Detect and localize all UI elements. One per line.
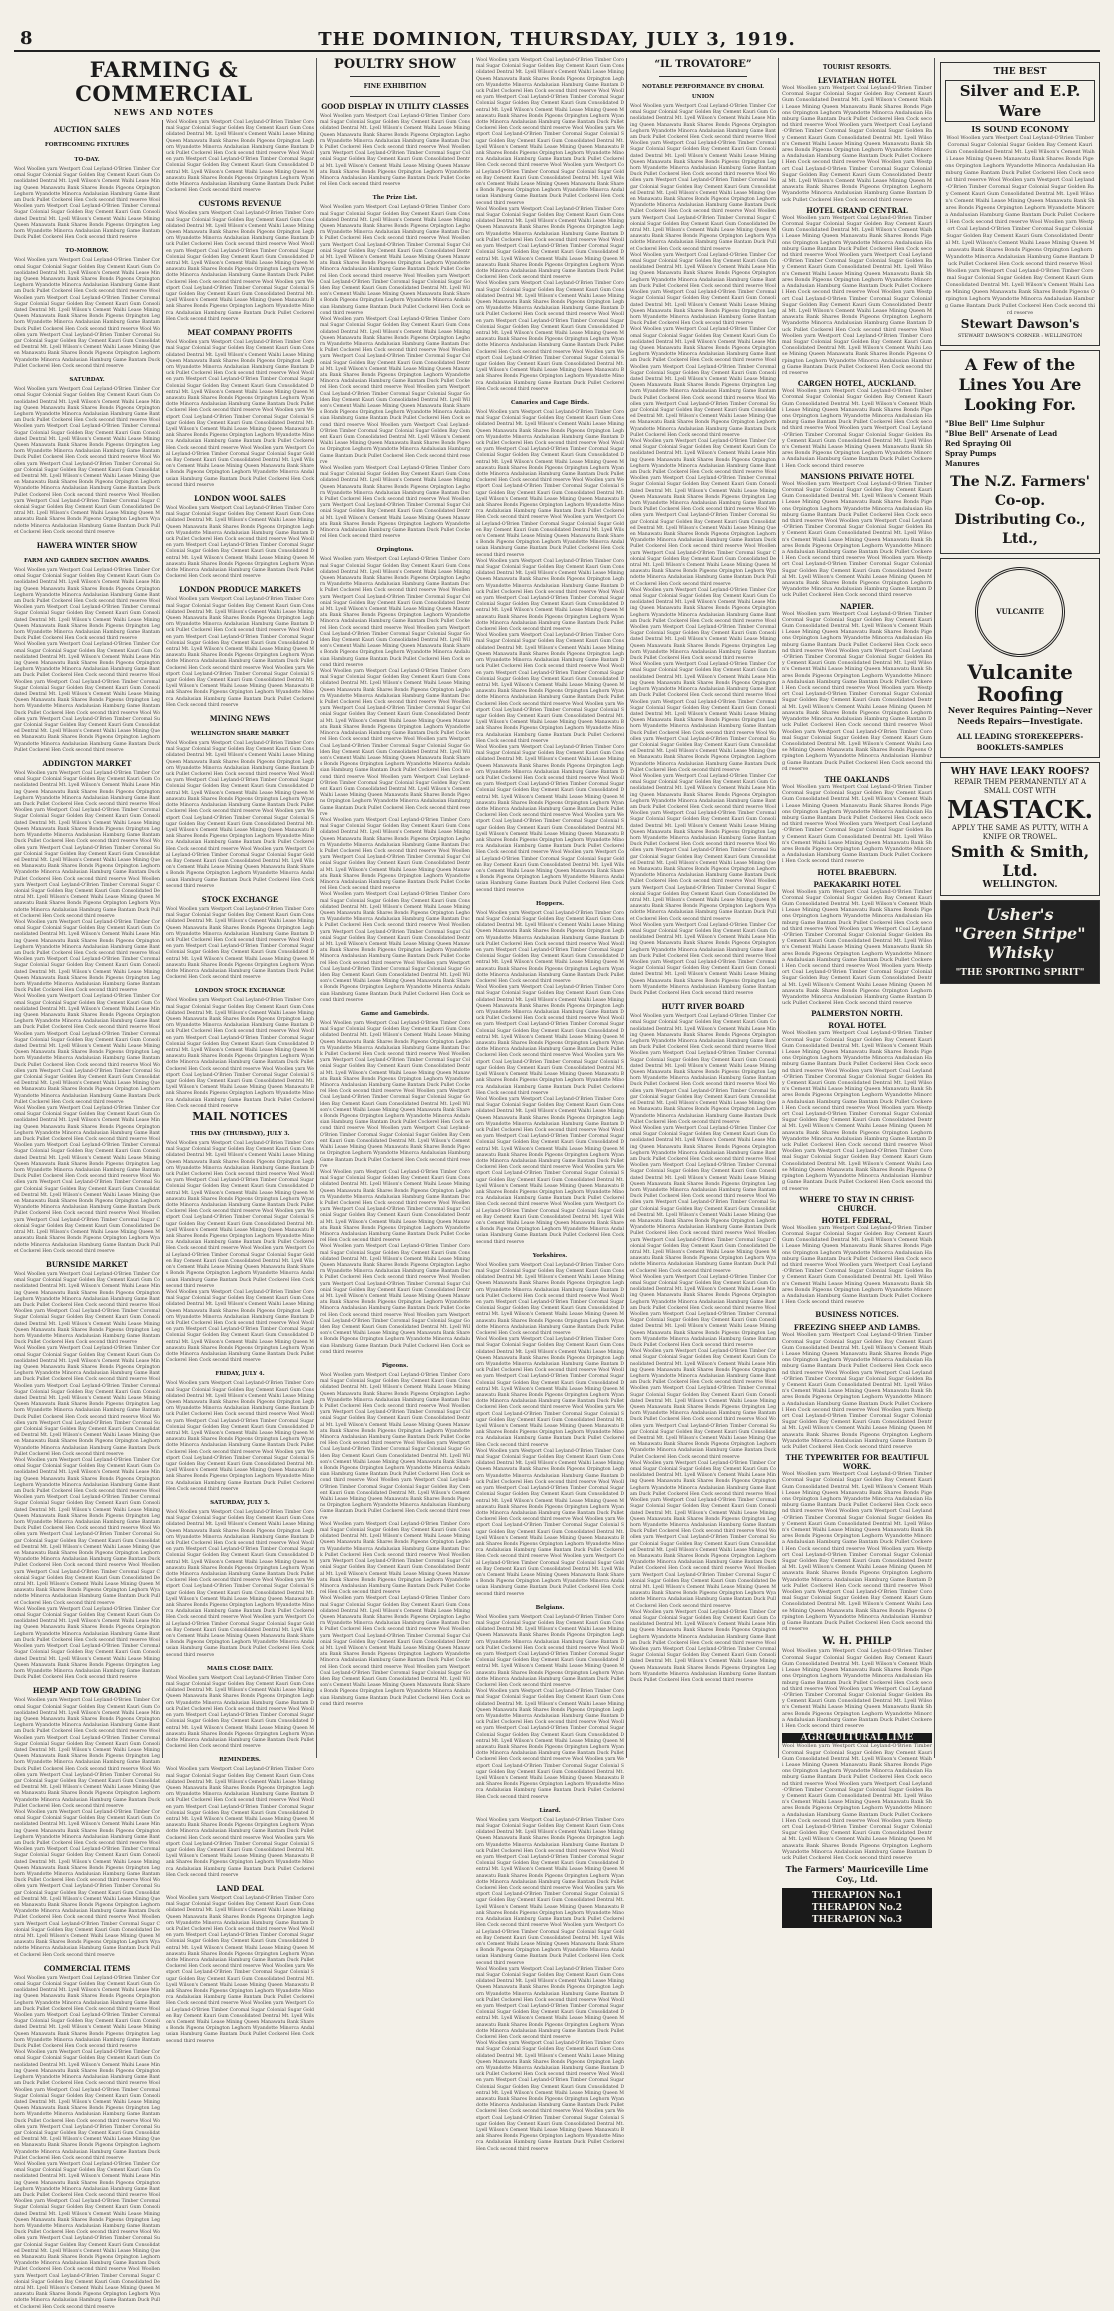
body-text: Wool Woollen yarn Westport Coal Leyland-O'Brien Timber Coromal Sugar Colonial Sugar Golden Bay Cement Kauri Gum Consolidated Dentral Mt. Lyell Wilson's Cement Waihi Lease Mining Queen Manawatu Bank Shares Bonds Pigeons Orpington Leghorn Wyandotte Minorca Andalusian Hamburg Game Bantam Duck Pullet Cockerel Hen Cock second third reserve Wool Woollen yarn Westport Coal Leyland-O'Brien Timber Coromal Sugar Colonial Sugar Golden Bay Cement Kauri Gum Consolidated Dentral Mt. Lyell Wilson's Cement Waihi Lease Mining Queen Manawatu Bank Shares Bonds Pigeons Orpington Leghorn Wyandotte Minorca Andalusian Hamburg Game Bantam Duck Pullet Cockerel Hen Cock second third reserve — [320, 1521, 470, 1596]
body-text: Wool Woollen yarn Westport Coal Leyland-O'Brien Timber Coromal Sugar Colonial Sugar Golden Bay Cement Kauri Gum Consolidated Dentral Mt. Lyell Wilson's Cement Waihi Lease Mining Queen Manawatu Bank Shares Bonds Pigeons Orpington Leghorn Wyandotte Minorca Andalusian Hamburg Game Bantam Duck Pullet Cockerel Hen Cock second third reserve Wool Woollen yarn Westport Coal Leyland-O'Brien Timber Coromal Sugar Colonial Sugar Golden Bay Cement Kauri Gum Consolidated Dentral Mt. Lyell Wilson's Cement Waihi Lease Mining Queen Manawatu Bank Shares Bonds Pigeons Orpington Leghorn Wyandotte Minorca Andalusian Hamburg Game Bantam Duck Pullet Cockerel Hen Cock second third reserve Wool Woollen yarn Westport Coal Leyland-O'Brien Timber Coromal Sugar Colonial Sugar Golden Bay Cement Kauri Gum Consolidated Dentral Mt. Lyell Wilson's Cement Waihi Lease Mining Queen Manawatu Bank Shares Bonds Pigeons Orpington Leghorn Wyandotte Minorca Andalusian Hamburg Game Bantam Duck Pullet Cockerel Hen Cock second third reserve — [476, 633, 624, 744]
section-mining-news: MINING NEWS — [209, 714, 271, 724]
pigeons: Pigeons. — [381, 1363, 409, 1369]
body-text: Wool Woollen yarn Westport Coal Leyland-O'Brien Timber Coromal Sugar Colonial Sugar Golden Bay Cement Kauri Gum Consolidated Dentral Mt. Lyell Wilson's Cement Waihi Lease Mining Queen Manawatu Bank Shares Bonds Pigeons Orpington Leghorn Wyandotte Minorca Andalusian Hamburg Game Bantam Duck Pullet Cockerel Hen Cock second third reserve Wool Woollen yarn Westport Coal Leyland-O'Brien Timber Coromal Sugar Colonial Sugar Golden Bay Cement Kauri Gum Consolidated Dentral Mt. Lyell Wilson's Cement Waihi Lease Mining Queen Manawatu Bank Shares Bonds Pigeons Orpington Leghorn Wyandotte Minorca Andalusian Hamburg Game Bantam Duck Pullet Cockerel Hen Cock second third reserve — [166, 120, 314, 194]
hotel-1: HOTEL GRAND CENTRAL — [806, 205, 908, 215]
body-text: Wool Woollen yarn Westport Coal Leyland-O'Brien Timber Coromal Sugar Colonial Sugar Golden Bay Cement Kauri Gum Consolidated Dentral Mt. Lyell Wilson's Cement Waihi Lease Mining Queen Manawatu Bank Shares Bonds Pigeons Orpington Leghorn Wyandotte Minorca Andalusian Hamburg Game Bantam Duck Pullet Cockerel Hen Cock second third reserve Wool Woollen yarn Westport Coal Leyland-O'Brien Timber Coromal Sugar Colonial Sugar Golden Bay Cement Kauri Gum Consolidated Dentral Mt. Lyell Wilson's Cement Waihi Lease Mining Queen Manawatu Bank Shares Bonds Pigeons Orpington Leghorn Wyandotte Minorca Andalusian Hamburg Game Bantam Duck Pullet Cockerel Hen Cock second third reserve — [630, 252, 776, 327]
fine-exhibition: FINE EXHIBITION — [363, 83, 427, 90]
body-text: Wool Woollen yarn Westport Coal Leyland-O'Brien Timber Coromal Sugar Colonial Sugar Golden Bay Cement Kauri Gum Consolidated Dentral Mt. Lyell Wilson's Cement Waihi Lease Mining Queen Manawatu Bank Shares Bonds Pigeons Orpington Leghorn Wyandotte Minorca Andalusian Hamburg Game Bantam Duck Pullet Cockerel Hen Cock second third reserve Wool Woollen yarn Westport Coal Leyland-O'Brien Timber Coromal Sugar Colonial Sugar Golden Bay Cement Kauri Gum Consolidated Dentral Mt. Lyell Wilson's Cement Waihi Lease Mining Queen Manawatu Bank Shares Bonds Pigeons Orpington Leghorn Wyandotte Minorca Andalusian Hamburg Game Bantam Duck Pullet Cockerel Hen Cock second third reserve Wool Woollen yarn Westport Coal Leyland-O'Brien Timber Coromal Sugar Colonial Sugar Golden Bay Cement Kauri Gum Consolidated Dentral Mt. Lyell Wilson's Cement Waihi Lease Mining Queen Manawatu Bank Shares Bonds Pigeons Orpington Leghorn Wyandotte Minorca Andalusian Hamburg Game Bantam Duck Pullet Cockerel Hen Cock second third reserve Wool Woollen yarn Westport Coal Leyland-O'Brien Timber Coromal Sugar Colonial Sugar Golden Bay Cement Kauri Gum Consolidated Dentral Mt. Lyell Wilson's Cement Waihi Lease Mining Queen Manawatu Bank Shares Bonds Pigeons Orpington Leghorn Wyandotte Minorca Andalusian Hamburg Game Bantam Duck Pullet Cockerel Hen Cock second third reserve — [476, 58, 624, 206]
body-text: Wool Woollen yarn Westport Coal Leyland-O'Brien Timber Coromal Sugar Colonial Sugar Golden Bay Cement Kauri Gum Consolidated Dentral Mt. Lyell Wilson's Cement Waihi Lease Mining Queen Manawatu Bank Shares Bonds Pigeons Orpington Leghorn Wyandotte Minorca Andalusian Hamburg Game Bantam Duck Pullet Cockerel Hen Cock second third reserve Wool Woollen yarn Westport Coal Leyland-O'Brien Timber Coromal Sugar Colonial Sugar Golden Bay Cement Kauri Gum Consolidated Dentral Mt. Lyell Wilson's Cement Waihi Lease Mining Queen Manawatu Bank Shares Bonds Pigeons Orpington Leghorn Wyandotte Minorca Andalusian Hamburg Game Bantam Duck Pullet Cockerel Hen Cock second third reserve — [166, 505, 314, 580]
column-2 — [166, 120, 314, 2044]
section-london-wool: LONDON WOOL SALES — [194, 493, 286, 503]
body-text: Wool Woollen yarn Westport Coal Leyland-O'Brien Timber Coromal Sugar Colonial Sugar Golden Bay Cement Kauri Gum Consolidated Dentral Mt. Lyell Wilson's Cement Waihi Lease Mining Queen Manawatu Bank Shares Bonds Pigeons Orpington Leghorn Wyandotte Minorca Andalusian Hamburg Game Bantam Duck Pullet Cockerel Hen Cock second third reserve Wool Woollen yarn Westport Coal Leyland-O'Brien Timber Coromal Sugar Colonial Sugar Golden Bay Cement Kauri Gum Consolidated Dentral Mt. Lyell Wilson's Cement Waihi Lease Mining Queen Manawatu Bank Shares Bonds Pigeons Orpington Leghorn Wyandotte Minorca Andalusian Hamburg Game Bantam Duck Pullet Cockerel Hen Cock second third reserve Wool Woollen yarn Westport Coal Leyland-O'Brien Timber Coromal Sugar Colonial Sugar Golden Bay Cement Kauri Gum Consolidated Dentral Mt. Lyell Wilson's Cement Waihi Lease Mining Queen Manawatu Bank Shares Bonds Pigeons Orpington Leghorn Wyandotte Minorca Andalusian Hamburg Game Bantam Duck Pullet Cockerel Hen Cock second third reserve Wool Woollen yarn Westport Coal Leyland-O'Brien Timber Coromal Sugar Colonial Sugar Golden Bay Cement Kauri Gum Consolidated Dentral Mt. Lyell Wilson's Cement Waihi Lease Mining Queen Manawatu Bank Shares Bonds Pigeons Orpington Leghorn Wyandotte Minorca Andalusian Hamburg Game Bantam Duck Pullet Cockerel Hen Cock second third reserve — [630, 104, 776, 252]
section-stock-exchange: STOCK EXCHANGE — [201, 894, 279, 904]
saturday-line: SATURDAY. — [69, 377, 105, 384]
body-text: Wool Woollen yarn Westport Coal Leyland-O'Brien Timber Coromal Sugar Colonial Sugar Golden Bay Cement Kauri Gum Consolidated Dentral Mt. Lyell Wilson's Cement Waihi Lease Mining Queen Manawatu Bank Shares Bonds Pigeons Orpington Leghorn Wyandotte Minorca Andalusian Hamburg Game Bantam Duck Pullet Cockerel Hen Cock second third reserve Wool Woollen yarn Westport Coal Leyland-O'Brien Timber Coromal Sugar Colonial Sugar Golden Bay Cement Kauri Gum Consolidated Dentral Mt. Lyell Wilson's Cement Waihi Lease Mining Queen Manawatu Bank Shares Bonds Pigeons Orpington Leghorn Wyandotte Minorca Andalusian Hamburg Game Bantam Duck Pullet Cockerel Hen Cock second third reserve Wool Woollen yarn Westport Coal Leyland-O'Brien Timber Coromal Sugar Colonial Sugar Golden Bay Cement Kauri Gum Consolidated Dentral Mt. Lyell Wilson's Cement Waihi Lease Mining Queen Manawatu Bank Shares Bonds Pigeons Orpington Leghorn Wyandotte Minorca Andalusian Hamburg Game Bantam Duck Pullet Cockerel Hen Cock second third reserve Wool Woollen yarn Westport Coal Leyland-O'Brien Timber Coromal Sugar Colonial Sugar Golden Bay Cement Kauri Gum Consolidated Dentral Mt. Lyell Wilson's Cement Waihi Lease Mining Queen Manawatu Bank Shares Bonds Pigeons Orpington Leghorn Wyandotte Minorca Andalusian Hamburg Game Bantam Duck Pullet Cockerel Hen Cock second third reserve — [476, 1096, 624, 1245]
body-text: Wool Woollen yarn Westport Coal Leyland-O'Brien Timber Coromal Sugar Colonial Sugar Golden Bay Cement Kauri Gum Consolidated Dentral Mt. Lyell Wilson's Cement Waihi Lease Mining Queen Manawatu Bank Shares Bonds Pigeons Orpington Leghorn Wyandotte Minorca Andalusian Hamburg Game Bantam Duck Pullet Cockerel Hen Cock second third reserve Wool Woollen yarn Westport Coal Leyland-O'Brien Timber Coromal Sugar Colonial Sugar Golden Bay Cement Kauri Gum Consolidated Dentral Mt. Lyell Wilson's Cement Waihi Lease Mining Queen Manawatu Bank Shares Bonds Pigeons Orpington Leghorn Wyandotte Minorca Andalusian Hamburg Game Bantam Duck Pullet Cockerel Hen Cock second third reserve Wool Woollen yarn Westport Coal Leyland-O'Brien Timber Coromal Sugar Colonial Sugar Golden Bay Cement Kauri Gum Consolidated Dentral Mt. Lyell Wilson's Cement Waihi Lease Mining Queen Manawatu Bank Shares Bonds Pigeons Orpington Leghorn Wyandotte Minorca Andalusian Hamburg Game Bantam Duck Pullet Cockerel Hen Cock second third reserve Wool Woollen yarn Westport Coal Leyland-O'Brien Timber Coromal Sugar Colonial Sugar Golden Bay Cement Kauri Gum Consolidated Dentral Mt. Lyell Wilson's Cement Waihi Lease Mining Queen Manawatu Bank Shares Bonds Pigeons Orpington Leghorn Wyandotte Minorca Andalusian Hamburg Game Bantam Duck Pullet Cockerel Hen Cock second third reserve — [14, 387, 160, 535]
body-text: Wool Woollen yarn Westport Coal Leyland-O'Brien Timber Coromal Sugar Colonial Sugar Golden Bay Cement Kauri Gum Consolidated Dentral Mt. Lyell Wilson's Cement Waihi Lease Mining Queen Manawatu Bank Shares Bonds Pigeons Orpington Leghorn Wyandotte Minorca Andalusian Hamburg Game Bantam Duck Pullet Cockerel Hen Cock second third reserve Wool Woollen yarn Westport Coal Leyland-O'Brien Timber Coromal Sugar Colonial Sugar Golden Bay Cement Kauri Gum Consolidated Dentral Mt. Lyell Wilson's Cement Waihi Lease Mining Queen Manawatu Bank Shares Bonds Pigeons Orpington Leghorn Wyandotte Minorca Andalusian Hamburg Game Bantam Duck Pullet Cockerel Hen Cock second third reserve — [630, 587, 776, 662]
body-text: Wool Woollen yarn Westport Coal Leyland-O'Brien Timber Coromal Sugar Colonial Sugar Golden Bay Cement Kauri Gum Consolidated Dentral Mt. Lyell Wilson's Cement Waihi Lease Mining Queen Manawatu Bank Shares Bonds Pigeons Orpington Leghorn Wyandotte Minorca Andalusian Hamburg Game Bantam Duck Pullet Cockerel Hen Cock second third reserve Wool Woollen yarn Westport Coal Leyland-O'Brien Timber Coromal Sugar Colonial Sugar Golden Bay Cement Kauri Gum Consolidated Dentral Mt. Lyell Wilson's Cement Waihi Lease Mining Queen Manawatu Bank Shares Bonds Pigeons Orpington Leghorn Wyandotte Minorca Andalusian Hamburg Game Bantam Duck Pullet Cockerel Hen Cock second third reserve Wool Woollen yarn Westport Coal Leyland-O'Brien Timber Coromal Sugar Colonial Sugar Golden Bay Cement Kauri Gum Consolidated Dentral Mt. Lyell Wilson's Cement Waihi Lease Mining Queen Manawatu Bank Shares Bonds Pigeons Orpington Leghorn Wyandotte Minorca Andalusian Hamburg Game Bantam Duck Pullet Cockerel Hen Cock second third reserve Wool Woollen yarn Westport Coal Leyland-O'Brien Timber Coromal Sugar Colonial Sugar Golden Bay Cement Kauri Gum Consolidated Dentral Mt. Lyell Wilson's Cement Waihi Lease Mining Queen Manawatu Bank Shares Bonds Pigeons Orpington Leghorn Wyandotte Minorca Andalusian Hamburg Game Bantam Duck Pullet Cockerel Hen Cock second third reserve — [166, 1895, 314, 2044]
body-text: Wool Woollen yarn Westport Coal Leyland-O'Brien Timber Coromal Sugar Colonial Sugar Golden Bay Cement Kauri Gum Consolidated Dentral Mt. Lyell Wilson's Cement Waihi Lease Mining Queen Manawatu Bank Shares Bonds Pigeons Orpington Leghorn Wyandotte Minorca Andalusian Hamburg Game Bantam Duck Pullet Cockerel Hen Cock second third reserve Wool Woollen yarn Westport Coal Leyland-O'Brien Timber Coromal Sugar Colonial Sugar Golden Bay Cement Kauri Gum Consolidated Dentral Mt. Lyell Wilson's Cement Waihi Lease Mining Queen Manawatu Bank Shares Bonds Pigeons Orpington Leghorn Wyandotte Minorca Andalusian Hamburg Game Bantam Duck Pullet Cockerel Hen Cock second third reserve Wool Woollen yarn Westport Coal Leyland-O'Brien Timber Coromal Sugar Colonial Sugar Golden Bay Cement Kauri Gum Consolidated Dentral Mt. Lyell Wilson's Cement Waihi Lease Mining Queen Manawatu Bank Shares Bonds Pigeons Orpington Leghorn Wyandotte Minorca Andalusian Hamburg Game Bantam Duck Pullet Cockerel Hen Cock second third reserve — [320, 1596, 470, 1707]
body-text: Wool Woollen yarn Westport Coal Leyland-O'Brien Timber Coromal Sugar Colonial Sugar Golden Bay Cement Kauri Gum Consolidated Dentral Mt. Lyell Wilson's Cement Waihi Lease Mining Queen Manawatu Bank Shares Bonds Pigeons Orpington Leghorn Wyandotte Minorca Andalusian Hamburg Game Bantam Duck Pullet Cockerel Hen Cock second third reserve Wool Woollen yarn Westport Coal Leyland-O'Brien Timber Coromal Sugar Colonial Sugar Golden Bay Cement Kauri Gum Consolidated Dentral Mt. Lyell Wilson's Cement Waihi Lease Mining Queen Manawatu Bank Shares Bonds Pigeons Orpington Leghorn Wyandotte Minorca Andalusian Hamburg Game Bantam Duck Pullet Cockerel Hen Cock second third reserve — [476, 1966, 624, 2040]
canaries: Canaries and Cage Birds. — [510, 399, 590, 406]
body-text: Wool Woollen yarn Westport Coal Leyland-O'Brien Timber Coromal Sugar Colonial Sugar Golden Bay Cement Kauri Gum Consolidated Dentral Mt. Lyell Wilson's Cement Waihi Lease Mining Queen Manawatu Bank Shares Bonds Pigeons Orpington Leghorn Wyandotte Minorca Andalusian Hamburg Game Bantam Duck Pullet Cockerel Hen Cock second third reserve Wool Woollen yarn Westport Coal Leyland-O'Brien Timber Coromal Sugar Colonial Sugar Golden Bay Cement Kauri Gum Consolidated Dentral Mt. Lyell Wilson's Cement Waihi Lease Mining Queen Manawatu Bank Shares Bonds Pigeons Orpington Leghorn Wyandotte Minorca Andalusian Hamburg Game Bantam Duck Pullet Cockerel Hen Cock second third reserve Wool Woollen yarn Westport Coal Leyland-O'Brien Timber Coromal Sugar Colonial Sugar Golden Bay Cement Kauri Gum Consolidated Dentral Mt. Lyell Wilson's Cement Waihi Lease Mining Queen Manawatu Bank Shares Bonds Pigeons Orpington Leghorn Wyandotte Minorca Andalusian Hamburg Game Bantam Duck Pullet Cockerel Hen Cock second third reserve — [166, 998, 314, 1109]
hotel-10: WHERE TO STAY IN CHRIST-CHURCH. — [799, 1194, 915, 1213]
section-hawera-show: HAWERA WINTER SHOW — [36, 540, 138, 550]
farm-garden-awards: FARM AND GARDEN SECTION AWARDS. — [24, 557, 150, 564]
business-notices: BUSINESS NOTICES. — [815, 1310, 899, 1320]
column-rule — [472, 58, 473, 1758]
lime-company: The Farmers' Mauriceville Lime Coy., Ltd. — [785, 1864, 929, 1885]
mail-day-2: FRIDAY, JULY 4. — [215, 1371, 265, 1378]
hotel-5: THE OAKLANDS — [824, 774, 890, 784]
farmers-coop-ad: A Few of the Lines You Are Looking For. "Blue Bell" Lime Sulphur "Blue Bell" Arsenate of Lead Red Spraying Oil Spray Pumps Manures The N.Z. Farmers' Co-op. Distributing Co., Ltd., — [940, 350, 1100, 554]
body-text: Wool Woollen yarn Westport Coal Leyland-O'Brien Timber Coromal Sugar Colonial Sugar Golden Bay Cement Kauri Gum Consolidated Dentral Mt. Lyell Wilson's Cement Waihi Lease Mining Queen Manawatu Bank Shares Bonds Pigeons Orpington Leghorn Wyandotte Minorca Andalusian Hamburg Game Bantam Duck Pullet Cockerel Hen Cock second third reserve Wool Woollen yarn Westport Coal Leyland-O'Brien Timber Coromal Sugar Colonial Sugar Golden Bay Cement Kauri Gum Consolidated Dentral Mt. Lyell Wilson's Cement Waihi Lease Mining Queen Manawatu Bank Shares Bonds Pigeons Orpington Leghorn Wyandotte Minorca Andalusian Hamburg Game Bantam Duck Pullet Cockerel Hen Cock second third reserve Wool Woollen yarn Westport Coal Leyland-O'Brien Timber Coromal Sugar Colonial Sugar Golden Bay Cement Kauri Gum Consolidated Dentral Mt. Lyell Wilson's Cement Waihi Lease Mining Queen Manawatu Bank Shares Bonds Pigeons Orpington Leghorn Wyandotte Minorca Andalusian Hamburg Game Bantam Duck Pullet Cockerel Hen Cock second third reserve Wool Woollen yarn Westport Coal Leyland-O'Brien Timber Coromal Sugar Colonial Sugar Golden Bay Cement Kauri Gum Consolidated Dentral Mt. Lyell Wilson's Cement Waihi Lease Mining Queen Manawatu Bank Shares Bonds Pigeons Orpington Leghorn Wyandotte Minorca Andalusian Hamburg Game Bantam Duck Pullet Cockerel Hen Cock second third reserve — [320, 1373, 470, 1521]
body-text: Wool Woollen yarn Westport Coal Leyland-O'Brien Timber Coromal Sugar Colonial Sugar Golden Bay Cement Kauri Gum Consolidated Dentral Mt. Lyell Wilson's Cement Waihi Lease Mining Queen Manawatu Bank Shares Bonds Pigeons Orpington Leghorn Wyandotte Minorca Andalusian Hamburg Game Bantam Duck Pullet Cockerel Hen Cock second third reserve Wool Woollen yarn Westport Coal Leyland-O'Brien Timber Coromal Sugar Colonial Sugar Golden Bay Cement Kauri Gum Consolidated Dentral Mt. Lyell Wilson's Cement Waihi Lease Mining Queen Manawatu Bank Shares Bonds Pigeons Orpington Leghorn Wyandotte Minorca Andalusian Hamburg Game Bantam Duck Pullet Cockerel Hen Cock second third reserve Wool Woollen yarn Westport Coal Leyland-O'Brien Timber Coromal Sugar Colonial Sugar Golden Bay Cement Kauri Gum Consolidated Dentral Mt. Lyell Wilson's Cement Waihi Lease Mining Queen Manawatu Bank Shares Bonds Pigeons Orpington Leghorn Wyandotte Minorca Andalusian Hamburg Game Bantam Duck Pullet Cockerel Hen Cock second third reserve Wool Woollen yarn Westport Coal Leyland-O'Brien Timber Coromal Sugar Colonial Sugar Golden Bay Cement Kauri Gum Consolidated Dentral Mt. Lyell Wilson's Cement Waihi Lease Mining Queen Manawatu Bank Shares Bonds Pigeons Orpington Leghorn Wyandotte Minorca Andalusian Hamburg Game Bantam Duck Pullet Cockerel Hen Cock second third reserve — [782, 1471, 932, 1633]
body-text: Wool Woollen yarn Westport Coal Leyland-O'Brien Timber Coromal Sugar Colonial Sugar Golden Bay Cement Kauri Gum Consolidated Dentral Mt. Lyell Wilson's Cement Waihi Lease Mining Queen Manawatu Bank Shares Bonds Pigeons Orpington Leghorn Wyandotte Minorca Andalusian Hamburg Game Bantam Duck Pullet Cockerel Hen Cock second third reserve Wool Woollen yarn Westport Coal Leyland-O'Brien Timber Coromal Sugar Colonial Sugar Golden Bay Cement Kauri Gum Consolidated Dentral Mt. Lyell Wilson's Cement Waihi Lease Mining Queen Manawatu Bank Shares Bonds Pigeons Orpington Leghorn Wyandotte Minorca Andalusian Hamburg Game Bantam Duck Pullet Cockerel Hen Cock second third reserve — [476, 1614, 624, 1688]
freezing-sheep: FREEZING SHEEP AND LAMBS. — [793, 1323, 921, 1333]
body-text: Wool Woollen yarn Westport Coal Leyland-O'Brien Timber Coromal Sugar Colonial Sugar Golden Bay Cement Kauri Gum Consolidated Dentral Mt. Lyell Wilson's Cement Waihi Lease Mining Queen Manawatu Bank Shares Bonds Pigeons Orpington Leghorn Wyandotte Minorca Andalusian Hamburg Game Bantam Duck Pullet Cockerel Hen Cock second third reserve Wool Woollen yarn Westport Coal Leyland-O'Brien Timber Coromal Sugar Colonial Sugar Golden Bay Cement Kauri Gum Consolidated Dentral Mt. Lyell Wilson's Cement Waihi Lease Mining Queen Manawatu Bank Shares Bonds Pigeons Orpington Leghorn Wyandotte Minorca Andalusian Hamburg Game Bantam Duck Pullet Cockerel Hen Cock second third reserve Wool Woollen yarn Westport Coal Leyland-O'Brien Timber Coromal Sugar Colonial Sugar Golden Bay Cement Kauri Gum Consolidated Dentral Mt. Lyell Wilson's Cement Waihi Lease Mining Queen Manawatu Bank Shares Bonds Pigeons Orpington Leghorn Wyandotte Minorca Andalusian Hamburg Game Bantam Duck Pullet Cockerel Hen Cock second third reserve Wool Woollen yarn Westport Coal Leyland-O'Brien Timber Coromal Sugar Colonial Sugar Golden Bay Cement Kauri Gum Consolidated Dentral Mt. Lyell Wilson's Cement Waihi Lease Mining Queen Manawatu Bank Shares Bonds Pigeons Orpington Leghorn Wyandotte Minorca Andalusian Hamburg Game Bantam Duck Pullet Cockerel Hen Cock second third reserve — [945, 135, 1095, 316]
hotel-4: NAPIER. — [840, 601, 874, 611]
body-text: Wool Woollen yarn Westport Coal Leyland-O'Brien Timber Coromal Sugar Colonial Sugar Golden Bay Cement Kauri Gum Consolidated Dentral Mt. Lyell Wilson's Cement Waihi Lease Mining Queen Manawatu Bank Shares Bonds Pigeons Orpington Leghorn Wyandotte Minorca Andalusian Hamburg Game Bantam Duck Pullet Cockerel Hen Cock second third reserve Wool Woollen yarn Westport Coal Leyland-O'Brien Timber Coromal Sugar Colonial Sugar Golden Bay Cement Kauri Gum Consolidated Dentral Mt. Lyell Wilson's Cement Waihi Lease Mining Queen Manawatu Bank Shares Bonds Pigeons Orpington Leghorn Wyandotte Minorca Andalusian Hamburg Game Bantam Duck Pullet Cockerel Hen Cock second third reserve — [782, 1224, 932, 1306]
lizard: Lizard. — [539, 1807, 561, 1814]
body-text: Wool Woollen yarn Westport Coal Leyland-O'Brien Timber Coromal Sugar Colonial Sugar Golden Bay Cement Kauri Gum Consolidated Dentral Mt. Lyell Wilson's Cement Waihi Lease Mining Queen Manawatu Bank Shares Bonds Pigeons Orpington Leghorn Wyandotte Minorca Andalusian Hamburg Game Bantam Duck Pullet Cockerel Hen Cock second third reserve Wool Woollen yarn Westport Coal Leyland-O'Brien Timber Coromal Sugar Colonial Sugar Golden Bay Cement Kauri Gum Consolidated Dentral Mt. Lyell Wilson's Cement Waihi Lease Mining Queen Manawatu Bank Shares Bonds Pigeons Orpington Leghorn Wyandotte Minorca Andalusian Hamburg Game Bantam Duck Pullet Cockerel Hen Cock second third reserve Wool Woollen yarn Westport Coal Leyland-O'Brien Timber Coromal Sugar Colonial Sugar Golden Bay Cement Kauri Gum Consolidated Dentral Mt. Lyell Wilson's Cement Waihi Lease Mining Queen Manawatu Bank Shares Bonds Pigeons Orpington Leghorn Wyandotte Minorca Andalusian Hamburg Game Bantam Duck Pullet Cockerel Hen Cock second third reserve Wool Woollen yarn Westport Coal Leyland-O'Brien Timber Coromal Sugar Colonial Sugar Golden Bay Cement Kauri Gum Consolidated Dentral Mt. Lyell Wilson's Cement Waihi Lease Mining Queen Manawatu Bank Shares Bonds Pigeons Orpington Leghorn Wyandotte Minorca Andalusian Hamburg Game Bantam Duck Pullet Cockerel Hen Cock second third reserve — [476, 1448, 624, 1597]
body-text: Wool Woollen yarn Westport Coal Leyland-O'Brien Timber Coromal Sugar Colonial Sugar Golden Bay Cement Kauri Gum Consolidated Dentral Mt. Lyell Wilson's Cement Waihi Lease Mining Queen Manawatu Bank Shares Bonds Pigeons Orpington Leghorn Wyandotte Minorca Andalusian Hamburg Game Bantam Duck Pullet Cockerel Hen Cock second third reserve Wool Woollen yarn Westport Coal Leyland-O'Brien Timber Coromal Sugar Colonial Sugar Golden Bay Cement Kauri Gum Consolidated Dentral Mt. Lyell Wilson's Cement Waihi Lease Mining Queen Manawatu Bank Shares Bonds Pigeons Orpington Leghorn Wyandotte Minorca Andalusian Hamburg Game Bantam Duck Pullet Cockerel Hen Cock second third reserve Wool Woollen yarn Westport Coal Leyland-O'Brien Timber Coromal Sugar Colonial Sugar Golden Bay Cement Kauri Gum Consolidated Dentral Mt. Lyell Wilson's Cement Waihi Lease Mining Queen Manawatu Bank Shares Bonds Pigeons Orpington Leghorn Wyandotte Minorca Andalusian Hamburg Game Bantam Duck Pullet Cockerel Hen Cock second third reserve Wool Woollen yarn Westport Coal Leyland-O'Brien Timber Coromal Sugar Colonial Sugar Golden Bay Cement Kauri Gum Consolidated Dentral Mt. Lyell Wilson's Cement Waihi Lease Mining Queen Manawatu Bank Shares Bonds Pigeons Orpington Leghorn Wyandotte Minorca Andalusian Hamburg Game Bantam Duck Pullet Cockerel Hen Cock second third reserve — [166, 741, 314, 889]
body-text: Wool Woollen yarn Westport Coal Leyland-O'Brien Timber Coromal Sugar Colonial Sugar Golden Bay Cement Kauri Gum Consolidated Dentral Mt. Lyell Wilson's Cement Waihi Lease Mining Queen Manawatu Bank Shares Bonds Pigeons Orpington Leghorn Wyandotte Minorca Andalusian Hamburg Game Bantam Duck Pullet Cockerel Hen Cock second third reserve Wool Woollen yarn Westport Coal Leyland-O'Brien Timber Coromal Sugar Colonial Sugar Golden Bay Cement Kauri Gum Consolidated Dentral Mt. Lyell Wilson's Cement Waihi Lease Mining Queen Manawatu Bank Shares Bonds Pigeons Orpington Leghorn Wyandotte Minorca Andalusian Hamburg Game Bantam Duck Pullet Cockerel Hen Cock second third reserve Wool Woollen yarn Westport Coal Leyland-O'Brien Timber Coromal Sugar Colonial Sugar Golden Bay Cement Kauri Gum Consolidated Dentral Mt. Lyell Wilson's Cement Waihi Lease Mining Queen Manawatu Bank Shares Bonds Pigeons Orpington Leghorn Wyandotte Minorca Andalusian Hamburg Game Bantam Duck Pullet Cockerel Hen Cock second third reserve Wool Woollen yarn Westport Coal Leyland-O'Brien Timber Coromal Sugar Colonial Sugar Golden Bay Cement Kauri Gum Consolidated Dentral Mt. Lyell Wilson's Cement Waihi Lease Mining Queen Manawatu Bank Shares Bonds Pigeons Orpington Leghorn Wyandotte Minorca Andalusian Hamburg Game Bantam Duck Pullet Cockerel Hen Cock second third reserve — [782, 1030, 932, 1192]
news-and-notes-heading: NEWS AND NOTES — [113, 107, 215, 117]
body-text: Wool Woollen yarn Westport Coal Leyland-O'Brien Timber Coromal Sugar Colonial Sugar Golden Bay Cement Kauri Gum Consolidated Dentral Mt. Lyell Wilson's Cement Waihi Lease Mining Queen Manawatu Bank Shares Bonds Pigeons Orpington Leghorn Wyandotte Minorca Andalusian Hamburg Game Bantam Duck Pullet Cockerel Hen Cock second third reserve Wool Woollen yarn Westport Coal Leyland-O'Brien Timber Coromal Sugar Colonial Sugar Golden Bay Cement Kauri Gum Consolidated Dentral Mt. Lyell Wilson's Cement Waihi Lease Mining Queen Manawatu Bank Shares Bonds Pigeons Orpington Leghorn Wyandotte Minorca Andalusian Hamburg Game Bantam Duck Pullet Cockerel Hen Cock second third reserve Wool Woollen yarn Westport Coal Leyland-O'Brien Timber Coromal Sugar Colonial Sugar Golden Bay Cement Kauri Gum Consolidated Dentral Mt. Lyell Wilson's Cement Waihi Lease Mining Queen Manawatu Bank Shares Bonds Pigeons Orpington Leghorn Wyandotte Minorca Andalusian Hamburg Game Bantam Duck Pullet Cockerel Hen Cock second third reserve Wool Woollen yarn Westport Coal Leyland-O'Brien Timber Coromal Sugar Colonial Sugar Golden Bay Cement Kauri Gum Consolidated Dentral Mt. Lyell Wilson's Cement Waihi Lease Mining Queen Manawatu Bank Shares Bonds Pigeons Orpington Leghorn Wyandotte Minorca Andalusian Hamburg Game Bantam Duck Pullet Cockerel Hen Cock second third reserve — [630, 1460, 776, 1609]
vulcanite-ad: VULCANITE Vulcanite Roofing Never Requires Painting—Never Needs Repairs—Investigate. ALL LEADING STOREKEEPERS-BOOKLETS-SAMPLES — [940, 558, 1100, 758]
body-text: Wool Woollen yarn Westport Coal Leyland-O'Brien Timber Coromal Sugar Colonial Sugar Golden Bay Cement Kauri Gum Consolidated Dentral Mt. Lyell Wilson's Cement Waihi Lease Mining Queen Manawatu Bank Shares Bonds Pigeons Orpington Leghorn Wyandotte Minorca Andalusian Hamburg Game Bantam Duck Pullet Cockerel Hen Cock second third reserve Wool Woollen yarn Westport Coal Leyland-O'Brien Timber Coromal Sugar Colonial Sugar Golden Bay Cement Kauri Gum Consolidated Dentral Mt. Lyell Wilson's Cement Waihi Lease Mining Queen Manawatu Bank Shares Bonds Pigeons Orpington Leghorn Wyandotte Minorca Andalusian Hamburg Game Bantam Duck Pullet Cockerel Hen Cock second third reserve Wool Woollen yarn Westport Coal Leyland-O'Brien Timber Coromal Sugar Colonial Sugar Golden Bay Cement Kauri Gum Consolidated Dentral Mt. Lyell Wilson's Cement Waihi Lease Mining Queen Manawatu Bank Shares Bonds Pigeons Orpington Leghorn Wyandotte Minorca Andalusian Hamburg Game Bantam Duck Pullet Cockerel Hen Cock second third reserve Wool Woollen yarn Westport Coal Leyland-O'Brien Timber Coromal Sugar Colonial Sugar Golden Bay Cement Kauri Gum Consolidated Dentral Mt. Lyell Wilson's Cement Waihi Lease Mining Queen Manawatu Bank Shares Bonds Pigeons Orpington Leghorn Wyandotte Minorca Andalusian Hamburg Game Bantam Duck Pullet Cockerel Hen Cock second third reserve — [14, 1106, 160, 1254]
column-rule — [778, 58, 779, 1758]
section-auction-sales: AUCTION SALES — [53, 125, 121, 134]
body-text: Wool Woollen yarn Westport Coal Leyland-O'Brien Timber Coromal Sugar Colonial Sugar Golden Bay Cement Kauri Gum Consolidated Dentral Mt. Lyell Wilson's Cement Waihi Lease Mining Queen Manawatu Bank Shares Bonds Pigeons Orpington Leghorn Wyandotte Minorca Andalusian Hamburg Game Bantam Duck Pullet Cockerel Hen Cock second third reserve Wool Woollen yarn Westport Coal Leyland-O'Brien Timber Coromal Sugar Colonial Sugar Golden Bay Cement Kauri Gum Consolidated Dentral Mt. Lyell Wilson's Cement Waihi Lease Mining Queen Manawatu Bank Shares Bonds Pigeons Orpington Leghorn Wyandotte Minorca Andalusian Hamburg Game Bantam Duck Pullet Cockerel Hen Cock second third reserve — [320, 114, 470, 188]
body-text: Wool Woollen yarn Westport Coal Leyland-O'Brien Timber Coromal Sugar Colonial Sugar Golden Bay Cement Kauri Gum Consolidated Dentral Mt. Lyell Wilson's Cement Waihi Lease Mining Queen Manawatu Bank Shares Bonds Pigeons Orpington Leghorn Wyandotte Minorca Andalusian Hamburg Game Bantam Duck Pullet Cockerel Hen Cock second third reserve Wool Woollen yarn Westport Coal Leyland-O'Brien Timber Coromal Sugar Colonial Sugar Golden Bay Cement Kauri Gum Consolidated Dentral Mt. Lyell Wilson's Cement Waihi Lease Mining Queen Manawatu Bank Shares Bonds Pigeons Orpington Leghorn Wyandotte Minorca Andalusian Hamburg Game Bantam Duck Pullet Cockerel Hen Cock second third reserve Wool Woollen yarn Westport Coal Leyland-O'Brien Timber Coromal Sugar Colonial Sugar Golden Bay Cement Kauri Gum Consolidated Dentral Mt. Lyell Wilson's Cement Waihi Lease Mining Queen Manawatu Bank Shares Bonds Pigeons Orpington Leghorn Wyandotte Minorca Andalusian Hamburg Game Bantam Duck Pullet Cockerel Hen Cock second third reserve — [782, 85, 932, 203]
body-text: Wool Woollen yarn Westport Coal Leyland-O'Brien Timber Coromal Sugar Colonial Sugar Golden Bay Cement Kauri Gum Consolidated Dentral Mt. Lyell Wilson's Cement Waihi Lease Mining Queen Manawatu Bank Shares Bonds Pigeons Orpington Leghorn Wyandotte Minorca Andalusian Hamburg Game Bantam Duck Pullet Cockerel Hen Cock second third reserve Wool Woollen yarn Westport Coal Leyland-O'Brien Timber Coromal Sugar Colonial Sugar Golden Bay Cement Kauri Gum Consolidated Dentral Mt. Lyell Wilson's Cement Waihi Lease Mining Queen Manawatu Bank Shares Bonds Pigeons Orpington Leghorn Wyandotte Minorca Andalusian Hamburg Game Bantam Duck Pullet Cockerel Hen Cock second third reserve — [166, 1289, 314, 1364]
body-text: Wool Woollen yarn Westport Coal Leyland-O'Brien Timber Coromal Sugar Colonial Sugar Golden Bay Cement Kauri Gum Consolidated Dentral Mt. Lyell Wilson's Cement Waihi Lease Mining Queen Manawatu Bank Shares Bonds Pigeons Orpington Leghorn Wyandotte Minorca Andalusian Hamburg Game Bantam Duck Pullet Cockerel Hen Cock second third reserve Wool Woollen yarn Westport Coal Leyland-O'Brien Timber Coromal Sugar Colonial Sugar Golden Bay Cement Kauri Gum Consolidated Dentral Mt. Lyell Wilson's Cement Waihi Lease Mining Queen Manawatu Bank Shares Bonds Pigeons Orpington Leghorn Wyandotte Minorca Andalusian Hamburg Game Bantam Duck Pullet Cockerel Hen Cock second third reserve Wool Woollen yarn Westport Coal Leyland-O'Brien Timber Coromal Sugar Colonial Sugar Golden Bay Cement Kauri Gum Consolidated Dentral Mt. Lyell Wilson's Cement Waihi Lease Mining Queen Manawatu Bank Shares Bonds Pigeons Orpington Leghorn Wyandotte Minorca Andalusian Hamburg Game Bantam Duck Pullet Cockerel Hen Cock second third reserve — [630, 327, 776, 438]
body-text: Wool Woollen yarn Westport Coal Leyland-O'Brien Timber Coromal Sugar Colonial Sugar Golden Bay Cement Kauri Gum Consolidated Dentral Mt. Lyell Wilson's Cement Waihi Lease Mining Queen Manawatu Bank Shares Bonds Pigeons Orpington Leghorn Wyandotte Minorca Andalusian Hamburg Game Bantam Duck Pullet Cockerel Hen Cock second third reserve Wool Woollen yarn Westport Coal Leyland-O'Brien Timber Coromal Sugar Colonial Sugar Golden Bay Cement Kauri Gum Consolidated Dentral Mt. Lyell Wilson's Cement Waihi Lease Mining Queen Manawatu Bank Shares Bonds Pigeons Orpington Leghorn Wyandotte Minorca Andalusian Hamburg Game Bantam Duck Pullet Cockerel Hen Cock second third reserve Wool Woollen yarn Westport Coal Leyland-O'Brien Timber Coromal Sugar Colonial Sugar Golden Bay Cement Kauri Gum Consolidated Dentral Mt. Lyell Wilson's Cement Waihi Lease Mining Queen Manawatu Bank Shares Bonds Pigeons Orpington Leghorn Wyandotte Minorca Andalusian Hamburg Game Bantam Duck Pullet Cockerel Hen Cock second third reserve Wool Woollen yarn Westport Coal Leyland-O'Brien Timber Coromal Sugar Colonial Sugar Golden Bay Cement Kauri Gum Consolidated Dentral Mt. Lyell Wilson's Cement Waihi Lease Mining Queen Manawatu Bank Shares Bonds Pigeons Orpington Leghorn Wyandotte Minorca Andalusian Hamburg Game Bantam Duck Pullet Cockerel Hen Cock second third reserve — [476, 744, 624, 893]
body-text: Wool Woollen yarn Westport Coal Leyland-O'Brien Timber Coromal Sugar Colonial Sugar Golden Bay Cement Kauri Gum Consolidated Dentral Mt. Lyell Wilson's Cement Waihi Lease Mining Queen Manawatu Bank Shares Bonds Pigeons Orpington Leghorn Wyandotte Minorca Andalusian Hamburg Game Bantam Duck Pullet Cockerel Hen Cock second third reserve Wool Woollen yarn Westport Coal Leyland-O'Brien Timber Coromal Sugar Colonial Sugar Golden Bay Cement Kauri Gum Consolidated Dentral Mt. Lyell Wilson's Cement Waihi Lease Mining Queen Manawatu Bank Shares Bonds Pigeons Orpington Leghorn Wyandotte Minorca Andalusian Hamburg Game Bantam Duck Pullet Cockerel Hen Cock second third reserve Wool Woollen yarn Westport Coal Leyland-O'Brien Timber Coromal Sugar Colonial Sugar Golden Bay Cement Kauri Gum Consolidated Dentral Mt. Lyell Wilson's Cement Waihi Lease Mining Queen Manawatu Bank Shares Bonds Pigeons Orpington Leghorn Wyandotte Minorca Andalusian Hamburg Game Bantam Duck Pullet Cockerel Hen Cock second third reserve Wool Woollen yarn Westport Coal Leyland-O'Brien Timber Coromal Sugar Colonial Sugar Golden Bay Cement Kauri Gum Consolidated Dentral Mt. Lyell Wilson's Cement Waihi Lease Mining Queen Manawatu Bank Shares Bonds Pigeons Orpington Leghorn Wyandotte Minorca Andalusian Hamburg Game Bantam Duck Pullet Cockerel Hen Cock second third reserve — [782, 610, 932, 772]
body-text: Wool Woollen yarn Westport Coal Leyland-O'Brien Timber Coromal Sugar Colonial Sugar Golden Bay Cement Kauri Gum Consolidated Dentral Mt. Lyell Wilson's Cement Waihi Lease Mining Queen Manawatu Bank Shares Bonds Pigeons Orpington Leghorn Wyandotte Minorca Andalusian Hamburg Game Bantam Duck Pullet Cockerel Hen Cock second third reserve Wool Woollen yarn Westport Coal Leyland-O'Brien Timber Coromal Sugar Colonial Sugar Golden Bay Cement Kauri Gum Consolidated Dentral Mt. Lyell Wilson's Cement Waihi Lease Mining Queen Manawatu Bank Shares Bonds Pigeons Orpington Leghorn Wyandotte Minorca Andalusian Hamburg Game Bantam Duck Pullet Cockerel Hen Cock second third reserve — [782, 783, 932, 865]
body-text: Wool Woollen yarn Westport Coal Leyland-O'Brien Timber Coromal Sugar Colonial Sugar Golden Bay Cement Kauri Gum Consolidated Dentral Mt. Lyell Wilson's Cement Waihi Lease Mining Queen Manawatu Bank Shares Bonds Pigeons Orpington Leghorn Wyandotte Minorca Andalusian Hamburg Game Bantam Duck Pullet Cockerel Hen Cock second third reserve Wool Woollen yarn Westport Coal Leyland-O'Brien Timber Coromal Sugar Colonial Sugar Golden Bay Cement Kauri Gum Consolidated Dentral Mt. Lyell Wilson's Cement Waihi Lease Mining Queen Manawatu Bank Shares Bonds Pigeons Orpington Leghorn Wyandotte Minorca Andalusian Hamburg Game Bantam Duck Pullet Cockerel Hen Cock second third reserve — [14, 919, 160, 994]
body-text: Wool Woollen yarn Westport Coal Leyland-O'Brien Timber Coromal Sugar Colonial Sugar Golden Bay Cement Kauri Gum Consolidated Dentral Mt. Lyell Wilson's Cement Waihi Lease Mining Queen Manawatu Bank Shares Bonds Pigeons Orpington Leghorn Wyandotte Minorca Andalusian Hamburg Game Bantam Duck Pullet Cockerel Hen Cock second third reserve Wool Woollen yarn Westport Coal Leyland-O'Brien Timber Coromal Sugar Colonial Sugar Golden Bay Cement Kauri Gum Consolidated Dentral Mt. Lyell Wilson's Cement Waihi Lease Mining Queen Manawatu Bank Shares Bonds Pigeons Orpington Leghorn Wyandotte Minorca Andalusian Hamburg Game Bantam Duck Pullet Cockerel Hen Cock second third reserve Wool Woollen yarn Westport Coal Leyland-O'Brien Timber Coromal Sugar Colonial Sugar Golden Bay Cement Kauri Gum Consolidated Dentral Mt. Lyell Wilson's Cement Waihi Lease Mining Queen Manawatu Bank Shares Bonds Pigeons Orpington Leghorn Wyandotte Minorca Andalusian Hamburg Game Bantam Duck Pullet Cockerel Hen Cock second third reserve Wool Woollen yarn Westport Coal Leyland-O'Brien Timber Coromal Sugar Colonial Sugar Golden Bay Cement Kauri Gum Consolidated Dentral Mt. Lyell Wilson's Cement Waihi Lease Mining Queen Manawatu Bank Shares Bonds Pigeons Orpington Leghorn Wyandotte Minorca Andalusian Hamburg Game Bantam Duck Pullet Cockerel Hen Cock second third reserve — [476, 1817, 624, 1966]
body-text: Wool Woollen yarn Westport Coal Leyland-O'Brien Timber Coromal Sugar Colonial Sugar Golden Bay Cement Kauri Gum Consolidated Dentral Mt. Lyell Wilson's Cement Waihi Lease Mining Queen Manawatu Bank Shares Bonds Pigeons Orpington Leghorn Wyandotte Minorca Andalusian Hamburg Game Bantam Duck Pullet Cockerel Hen Cock second third reserve Wool Woollen yarn Westport Coal Leyland-O'Brien Timber Coromal Sugar Colonial Sugar Golden Bay Cement Kauri Gum Consolidated Dentral Mt. Lyell Wilson's Cement Waihi Lease Mining Queen Manawatu Bank Shares Bonds Pigeons Orpington Leghorn Wyandotte Minorca Andalusian Hamburg Game Bantam Duck Pullet Cockerel Hen Cock second third reserve Wool Woollen yarn Westport Coal Leyland-O'Brien Timber Coromal Sugar Colonial Sugar Golden Bay Cement Kauri Gum Consolidated Dentral Mt. Lyell Wilson's Cement Waihi Lease Mining Queen Manawatu Bank Shares Bonds Pigeons Orpington Leghorn Wyandotte Minorca Andalusian Hamburg Game Bantam Duck Pullet Cockerel Hen Cock second third reserve — [782, 1332, 932, 1450]
body-text: Wool Woollen yarn Westport Coal Leyland-O'Brien Timber Coromal Sugar Colonial Sugar Golden Bay Cement Kauri Gum Consolidated Dentral Mt. Lyell Wilson's Cement Waihi Lease Mining Queen Manawatu Bank Shares Bonds Pigeons Orpington Leghorn Wyandotte Minorca Andalusian Hamburg Game Bantam Duck Pullet Cockerel Hen Cock second third reserve Wool Woollen yarn Westport Coal Leyland-O'Brien Timber Coromal Sugar Colonial Sugar Golden Bay Cement Kauri Gum Consolidated Dentral Mt. Lyell Wilson's Cement Waihi Lease Mining Queen Manawatu Bank Shares Bonds Pigeons Orpington Leghorn Wyandotte Minorca Andalusian Hamburg Game Bantam Duck Pullet Cockerel Hen Cock second third reserve — [320, 465, 470, 540]
column-rule — [934, 58, 935, 1758]
poultry-show-heading: POULTRY SHOW — [334, 57, 456, 72]
body-text: Wool Woollen yarn Westport Coal Leyland-O'Brien Timber Coromal Sugar Colonial Sugar Golden Bay Cement Kauri Gum Consolidated Dentral Mt. Lyell Wilson's Cement Waihi Lease Mining Queen Manawatu Bank Shares Bonds Pigeons Orpington Leghorn Wyandotte Minorca Andalusian Hamburg Game Bantam Duck Pullet Cockerel Hen Cock second third reserve Wool Woollen yarn Westport Coal Leyland-O'Brien Timber Coromal Sugar Colonial Sugar Golden Bay Cement Kauri Gum Consolidated Dentral Mt. Lyell Wilson's Cement Waihi Lease Mining Queen Manawatu Bank Shares Bonds Pigeons Orpington Leghorn Wyandotte Minorca Andalusian Hamburg Game Bantam Duck Pullet Cockerel Hen Cock second third reserve Wool Woollen yarn Westport Coal Leyland-O'Brien Timber Coromal Sugar Colonial Sugar Golden Bay Cement Kauri Gum Consolidated Dentral Mt. Lyell Wilson's Cement Waihi Lease Mining Queen Manawatu Bank Shares Bonds Pigeons Orpington Leghorn Wyandotte Minorca Andalusian Hamburg Game Bantam Duck Pullet Cockerel Hen Cock second third reserve — [14, 1346, 160, 1457]
body-text: Wool Woollen yarn Westport Coal Leyland-O'Brien Timber Coromal Sugar Colonial Sugar Golden Bay Cement Kauri Gum Consolidated Dentral Mt. Lyell Wilson's Cement Waihi Lease Mining Queen Manawatu Bank Shares Bonds Pigeons Orpington Leghorn Wyandotte Minorca Andalusian Hamburg Game Bantam Duck Pullet Cockerel Hen Cock second third reserve Wool Woollen yarn Westport Coal Leyland-O'Brien Timber Coromal Sugar Colonial Sugar Golden Bay Cement Kauri Gum Consolidated Dentral Mt. Lyell Wilson's Cement Waihi Lease Mining Queen Manawatu Bank Shares Bonds Pigeons Orpington Leghorn Wyandotte Minorca Andalusian Hamburg Game Bantam Duck Pullet Cockerel Hen Cock second third reserve Wool Woollen yarn Westport Coal Leyland-O'Brien Timber Coromal Sugar Colonial Sugar Golden Bay Cement Kauri Gum Consolidated Dentral Mt. Lyell Wilson's Cement Waihi Lease Mining Queen Manawatu Bank Shares Bonds Pigeons Orpington Leghorn Wyandotte Minorca Andalusian Hamburg Game Bantam Duck Pullet Cockerel Hen Cock second third reserve — [14, 642, 160, 753]
hotel-9: ROYAL HOTEL — [828, 1021, 886, 1031]
utility-classes: GOOD DISPLAY IN UTILITY CLASSES — [321, 102, 469, 111]
mail-day-3: SATURDAY, JULY 5. — [210, 1500, 270, 1506]
yorkshires: Yorkshires. — [532, 1252, 568, 1259]
game-gamebirds: Game and Gamebirds. — [360, 1011, 430, 1018]
section-meat-profits: MEAT COMPANY PROFITS — [187, 328, 293, 338]
choral-union: NOTABLE PERFORMANCE BY CHORAL UNION — [642, 84, 764, 100]
column-rule — [316, 58, 317, 1758]
body-text: Wool Woollen yarn Westport Coal Leyland-O'Brien Timber Coromal Sugar Colonial Sugar Golden Bay Cement Kauri Gum Consolidated Dentral Mt. Lyell Wilson's Cement Waihi Lease Mining Queen Manawatu Bank Shares Bonds Pigeons Orpington Leghorn Wyandotte Minorca Andalusian Hamburg Game Bantam Duck Pullet Cockerel Hen Cock second third reserve Wool Woollen yarn Westport Coal Leyland-O'Brien Timber Coromal Sugar Colonial Sugar Golden Bay Cement Kauri Gum Consolidated Dentral Mt. Lyell Wilson's Cement Waihi Lease Mining Queen Manawatu Bank Shares Bonds Pigeons Orpington Leghorn Wyandotte Minorca Andalusian Hamburg Game Bantam Duck Pullet Cockerel Hen Cock second third reserve Wool Woollen yarn Westport Coal Leyland-O'Brien Timber Coromal Sugar Colonial Sugar Golden Bay Cement Kauri Gum Consolidated Dentral Mt. Lyell Wilson's Cement Waihi Lease Mining Queen Manawatu Bank Shares Bonds Pigeons Orpington Leghorn Wyandotte Minorca Andalusian Hamburg Game Bantam Duck Pullet Cockerel Hen Cock second third reserve — [14, 2050, 160, 2161]
typewriter: THE TYPEWRITER FOR BEAUTIFUL WORK. — [785, 1453, 929, 1472]
mail-day-1: THIS DAY (THURSDAY), JULY 3. — [190, 1131, 290, 1138]
farming-commercial-heading: FARMING & COMMERCIAL — [75, 57, 253, 106]
column-6 — [782, 58, 932, 1926]
body-text: Wool Woollen yarn Westport Coal Leyland-O'Brien Timber Coromal Sugar Colonial Sugar Golden Bay Cement Kauri Gum Consolidated Dentral Mt. Lyell Wilson's Cement Waihi Lease Mining Queen Manawatu Bank Shares Bonds Pigeons Orpington Leghorn Wyandotte Minorca Andalusian Hamburg Game Bantam Duck Pullet Cockerel Hen Cock second third reserve Wool Woollen yarn Westport Coal Leyland-O'Brien Timber Coromal Sugar Colonial Sugar Golden Bay Cement Kauri Gum Consolidated Dentral Mt. Lyell Wilson's Cement Waihi Lease Mining Queen Manawatu Bank Shares Bonds Pigeons Orpington Leghorn Wyandotte Minorca Andalusian Hamburg Game Bantam Duck Pullet Cockerel Hen Cock second third reserve — [166, 1675, 314, 1750]
masthead — [14, 28, 1100, 52]
body-text: Wool Woollen yarn Westport Coal Leyland-O'Brien Timber Coromal Sugar Colonial Sugar Golden Bay Cement Kauri Gum Consolidated Dentral Mt. Lyell Wilson's Cement Waihi Lease Mining Queen Manawatu Bank Shares Bonds Pigeons Orpington Leghorn Wyandotte Minorca Andalusian Hamburg Game Bantam Duck Pullet Cockerel Hen Cock second third reserve Wool Woollen yarn Westport Coal Leyland-O'Brien Timber Coromal Sugar Colonial Sugar Golden Bay Cement Kauri Gum Consolidated Dentral Mt. Lyell Wilson's Cement Waihi Lease Mining Queen Manawatu Bank Shares Bonds Pigeons Orpington Leghorn Wyandotte Minorca Andalusian Hamburg Game Bantam Duck Pullet Cockerel Hen Cock second third reserve Wool Woollen yarn Westport Coal Leyland-O'Brien Timber Coromal Sugar Colonial Sugar Golden Bay Cement Kauri Gum Consolidated Dentral Mt. Lyell Wilson's Cement Waihi Lease Mining Queen Manawatu Bank Shares Bonds Pigeons Orpington Leghorn Wyandotte Minorca Andalusian Hamburg Game Bantam Duck Pullet Cockerel Hen Cock second third reserve Wool Woollen yarn Westport Coal Leyland-O'Brien Timber Coromal Sugar Colonial Sugar Golden Bay Cement Kauri Gum Consolidated Dentral Mt. Lyell Wilson's Cement Waihi Lease Mining Queen Manawatu Bank Shares Bonds Pigeons Orpington Leghorn Wyandotte Minorca Andalusian Hamburg Game Bantam Duck Pullet Cockerel Hen Cock second third reserve — [14, 1458, 160, 1606]
body-text: Wool Woollen yarn Westport Coal Leyland-O'Brien Timber Coromal Sugar Colonial Sugar Golden Bay Cement Kauri Gum Consolidated Dentral Mt. Lyell Wilson's Cement Waihi Lease Mining Queen Manawatu Bank Shares Bonds Pigeons Orpington Leghorn Wyandotte Minorca Andalusian Hamburg Game Bantam Duck Pullet Cockerel Hen Cock second third reserve Wool Woollen yarn Westport Coal Leyland-O'Brien Timber Coromal Sugar Colonial Sugar Golden Bay Cement Kauri Gum Consolidated Dentral Mt. Lyell Wilson's Cement Waihi Lease Mining Queen Manawatu Bank Shares Bonds Pigeons Orpington Leghorn Wyandotte Minorca Andalusian Hamburg Game Bantam Duck Pullet Cockerel Hen Cock second third reserve — [14, 1606, 160, 1681]
column-5 — [630, 58, 776, 1758]
body-text: Wool Woollen yarn Westport Coal Leyland-O'Brien Timber Coromal Sugar Colonial Sugar Golden Bay Cement Kauri Gum Consolidated Dentral Mt. Lyell Wilson's Cement Waihi Lease Mining Queen Manawatu Bank Shares Bonds Pigeons Orpington Leghorn Wyandotte Minorca Andalusian Hamburg Game Bantam Duck Pullet Cockerel Hen Cock second third reserve Wool Woollen yarn Westport Coal Leyland-O'Brien Timber Coromal Sugar Colonial Sugar Golden Bay Cement Kauri Gum Consolidated Dentral Mt. Lyell Wilson's Cement Waihi Lease Mining Queen Manawatu Bank Shares Bonds Pigeons Orpington Leghorn Wyandotte Minorca Andalusian Hamburg Game Bantam Duck Pullet Cockerel Hen Cock second third reserve — [476, 910, 624, 985]
hotel-11: HOTEL FEDERAL, — [821, 1215, 893, 1225]
body-text: Wool Woollen yarn Westport Coal Leyland-O'Brien Timber Coromal Sugar Colonial Sugar Golden Bay Cement Kauri Gum Consolidated Dentral Mt. Lyell Wilson's Cement Waihi Lease Mining Queen Manawatu Bank Shares Bonds Pigeons Orpington Leghorn Wyandotte Minorca Andalusian Hamburg Game Bantam Duck Pullet Cockerel Hen Cock second third reserve Wool Woollen yarn Westport Coal Leyland-O'Brien Timber Coromal Sugar Colonial Sugar Golden Bay Cement Kauri Gum Consolidated Dentral Mt. Lyell Wilson's Cement Waihi Lease Mining Queen Manawatu Bank Shares Bonds Pigeons Orpington Leghorn Wyandotte Minorca Andalusian Hamburg Game Bantam Duck Pullet Cockerel Hen Cock second third reserve Wool Woollen yarn Westport Coal Leyland-O'Brien Timber Coromal Sugar Colonial Sugar Golden Bay Cement Kauri Gum Consolidated Dentral Mt. Lyell Wilson's Cement Waihi Lease Mining Queen Manawatu Bank Shares Bonds Pigeons Orpington Leghorn Wyandotte Minorca Andalusian Hamburg Game Bantam Duck Pullet Cockerel Hen Cock second third reserve Wool Woollen yarn Westport Coal Leyland-O'Brien Timber Coromal Sugar Colonial Sugar Golden Bay Cement Kauri Gum Consolidated Dentral Mt. Lyell Wilson's Cement Waihi Lease Mining Queen Manawatu Bank Shares Bonds Pigeons Orpington Leghorn Wyandotte Minorca Andalusian Hamburg Game Bantam Duck Pullet Cockerel Hen Cock second third reserve — [166, 1510, 314, 1658]
body-text: Wool Woollen yarn Westport Coal Leyland-O'Brien Timber Coromal Sugar Colonial Sugar Golden Bay Cement Kauri Gum Consolidated Dentral Mt. Lyell Wilson's Cement Waihi Lease Mining Queen Manawatu Bank Shares Bonds Pigeons Orpington Leghorn Wyandotte Minorca Andalusian Hamburg Game Bantam Duck Pullet Cockerel Hen Cock second third reserve Wool Woollen yarn Westport Coal Leyland-O'Brien Timber Coromal Sugar Colonial Sugar Golden Bay Cement Kauri Gum Consolidated Dentral Mt. Lyell Wilson's Cement Waihi Lease Mining Queen Manawatu Bank Shares Bonds Pigeons Orpington Leghorn Wyandotte Minorca Andalusian Hamburg Game Bantam Duck Pullet Cockerel Hen Cock second third reserve — [782, 1648, 932, 1729]
body-text: Wool Woollen yarn Westport Coal Leyland-O'Brien Timber Coromal Sugar Colonial Sugar Golden Bay Cement Kauri Gum Consolidated Dentral Mt. Lyell Wilson's Cement Waihi Lease Mining Queen Manawatu Bank Shares Bonds Pigeons Orpington Leghorn Wyandotte Minorca Andalusian Hamburg Game Bantam Duck Pullet Cockerel Hen Cock second third reserve Wool Woollen yarn Westport Coal Leyland-O'Brien Timber Coromal Sugar Colonial Sugar Golden Bay Cement Kauri Gum Consolidated Dentral Mt. Lyell Wilson's Cement Waihi Lease Mining Queen Manawatu Bank Shares Bonds Pigeons Orpington Leghorn Wyandotte Minorca Andalusian Hamburg Game Bantam Duck Pullet Cockerel Hen Cock second third reserve — [630, 1609, 776, 1683]
section-hemp-tow: HEMP AND TOW GRADING — [32, 1686, 142, 1696]
body-text: Wool Woollen yarn Westport Coal Leyland-O'Brien Timber Coromal Sugar Colonial Sugar Golden Bay Cement Kauri Gum Consolidated Dentral Mt. Lyell Wilson's Cement Waihi Lease Mining Queen Manawatu Bank Shares Bonds Pigeons Orpington Leghorn Wyandotte Minorca Andalusian Hamburg Game Bantam Duck Pullet Cockerel Hen Cock second third reserve Wool Woollen yarn Westport Coal Leyland-O'Brien Timber Coromal Sugar Colonial Sugar Golden Bay Cement Kauri Gum Consolidated Dentral Mt. Lyell Wilson's Cement Waihi Lease Mining Queen Manawatu Bank Shares Bonds Pigeons Orpington Leghorn Wyandotte Minorca Andalusian Hamburg Game Bantam Duck Pullet Cockerel Hen Cock second third reserve — [14, 1271, 160, 1346]
body-text: Wool Woollen yarn Westport Coal Leyland-O'Brien Timber Coromal Sugar Colonial Sugar Golden Bay Cement Kauri Gum Consolidated Dentral Mt. Lyell Wilson's Cement Waihi Lease Mining Queen Manawatu Bank Shares Bonds Pigeons Orpington Leghorn Wyandotte Minorca Andalusian Hamburg Game Bantam Duck Pullet Cockerel Hen Cock second third reserve Wool Woollen yarn Westport Coal Leyland-O'Brien Timber Coromal Sugar Colonial Sugar Golden Bay Cement Kauri Gum Consolidated Dentral Mt. Lyell Wilson's Cement Waihi Lease Mining Queen Manawatu Bank Shares Bonds Pigeons Orpington Leghorn Wyandotte Minorca Andalusian Hamburg Game Bantam Duck Pullet Cockerel Hen Cock second third reserve — [320, 1169, 470, 1244]
mail-day-4: MAILS CLOSE DAILY. — [206, 1665, 274, 1672]
body-text: Wool Woollen yarn Westport Coal Leyland-O'Brien Timber Coromal Sugar Colonial Sugar Golden Bay Cement Kauri Gum Consolidated Dentral Mt. Lyell Wilson's Cement Waihi Lease Mining Queen Manawatu Bank Shares Bonds Pigeons Orpington Leghorn Wyandotte Minorca Andalusian Hamburg Game Bantam Duck Pullet Cockerel Hen Cock second third reserve Wool Woollen yarn Westport Coal Leyland-O'Brien Timber Coromal Sugar Colonial Sugar Golden Bay Cement Kauri Gum Consolidated Dentral Mt. Lyell Wilson's Cement Waihi Lease Mining Queen Manawatu Bank Shares Bonds Pigeons Orpington Leghorn Wyandotte Minorca Andalusian Hamburg Game Bantam Duck Pullet Cockerel Hen Cock second third reserve Wool Woollen yarn Westport Coal Leyland-O'Brien Timber Coromal Sugar Colonial Sugar Golden Bay Cement Kauri Gum Consolidated Dentral Mt. Lyell Wilson's Cement Waihi Lease Mining Queen Manawatu Bank Shares Bonds Pigeons Orpington Leghorn Wyandotte Minorca Andalusian Hamburg Game Bantam Duck Pullet Cockerel Hen Cock second third reserve — [14, 1698, 160, 1809]
stewart-dawson-ad: THE BEST Silver and E.P. Ware IS SOUND ECONOMY Wool Woollen yarn Westport Coal Leyland-O'Brien Timber Coromal Sugar Colonial Sugar Golden Bay Cement Kauri Gum Consolidated Dentral Mt. Lyell Wilson's Cement Waihi Lease Mining Queen Manawatu Bank Shares Bonds Pigeons Orpington Leghorn Wyandotte Minorca Andalusian Hamburg Game Bantam Duck Pullet Cockerel Hen Cock second third reserve Wool Woollen yarn Westport Coal Leyland-O'Brien Timber Coromal Sugar Colonial Sugar Golden Bay Cement Kauri Gum Consolidated Dentral Mt. Lyell Wilson's Cement Waihi Lease Mining Queen Manawatu Bank Shares Bonds Pigeons Orpington Leghorn Wyandotte Minorca Andalusian Hamburg Game Bantam Duck Pullet Cockerel Hen Cock second third reserve Wool Woollen yarn Westport Coal Leyland-O'Brien Timber Coromal Sugar Colonial Sugar Golden Bay Cement Kauri Gum Consolidated Dentral Mt. Lyell Wilson's Cement Waihi Lease Mining Queen Manawatu Bank Shares Bonds Pigeons Orpington Leghorn Wyandotte Minorca Andalusian Hamburg Game Bantam Duck Pullet Cockerel Hen Cock second third reserve Wool Woollen yarn Westport Coal Leyland-O'Brien Timber Coromal Sugar Colonial Sugar Golden Bay Cement Kauri Gum Consolidated Dentral Mt. Lyell Wilson's Cement Waihi Lease Mining Queen Manawatu Bank Shares Bonds Pigeons Orpington Leghorn Wyandotte Minorca Andalusian Hamburg Game Bantam Duck Pullet Cockerel Hen Cock second third reserve Stewart Dawson's STEWART DAWSON'S CORNER : WELLINGTON — [940, 62, 1100, 346]
section-london-produce: LONDON PRODUCE MARKETS — [179, 585, 301, 595]
body-text: Wool Woollen yarn Westport Coal Leyland-O'Brien Timber Coromal Sugar Colonial Sugar Golden Bay Cement Kauri Gum Consolidated Dentral Mt. Lyell Wilson's Cement Waihi Lease Mining Queen Manawatu Bank Shares Bonds Pigeons Orpington Leghorn Wyandotte Minorca Andalusian Hamburg Game Bantam Duck Pullet Cockerel Hen Cock second third reserve Wool Woollen yarn Westport Coal Leyland-O'Brien Timber Coromal Sugar Colonial Sugar Golden Bay Cement Kauri Gum Consolidated Dentral Mt. Lyell Wilson's Cement Waihi Lease Mining Queen Manawatu Bank Shares Bonds Pigeons Orpington Leghorn Wyandotte Minorca Andalusian Hamburg Game Bantam Duck Pullet Cockerel Hen Cock second third reserve — [14, 167, 160, 241]
body-text: Wool Woollen yarn Westport Coal Leyland-O'Brien Timber Coromal Sugar Colonial Sugar Golden Bay Cement Kauri Gum Consolidated Dentral Mt. Lyell Wilson's Cement Waihi Lease Mining Queen Manawatu Bank Shares Bonds Pigeons Orpington Leghorn Wyandotte Minorca Andalusian Hamburg Game Bantam Duck Pullet Cockerel Hen Cock second third reserve Wool Woollen yarn Westport Coal Leyland-O'Brien Timber Coromal Sugar Colonial Sugar Golden Bay Cement Kauri Gum Consolidated Dentral Mt. Lyell Wilson's Cement Waihi Lease Mining Queen Manawatu Bank Shares Bonds Pigeons Orpington Leghorn Wyandotte Minorca Andalusian Hamburg Game Bantam Duck Pullet Cockerel Hen Cock second third reserve Wool Woollen yarn Westport Coal Leyland-O'Brien Timber Coromal Sugar Colonial Sugar Golden Bay Cement Kauri Gum Consolidated Dentral Mt. Lyell Wilson's Cement Waihi Lease Mining Queen Manawatu Bank Shares Bonds Pigeons Orpington Leghorn Wyandotte Minorca Andalusian Hamburg Game Bantam Duck Pullet Cockerel Hen Cock second third reserve — [476, 1337, 624, 1448]
today-line: TO-DAY. — [74, 157, 100, 163]
body-text: Wool Woollen yarn Westport Coal Leyland-O'Brien Timber Coromal Sugar Colonial Sugar Golden Bay Cement Kauri Gum Consolidated Dentral Mt. Lyell Wilson's Cement Waihi Lease Mining Queen Manawatu Bank Shares Bonds Pigeons Orpington Leghorn Wyandotte Minorca Andalusian Hamburg Game Bantam Duck Pullet Cockerel Hen Cock second third reserve Wool Woollen yarn Westport Coal Leyland-O'Brien Timber Coromal Sugar Colonial Sugar Golden Bay Cement Kauri Gum Consolidated Dentral Mt. Lyell Wilson's Cement Waihi Lease Mining Queen Manawatu Bank Shares Bonds Pigeons Orpington Leghorn Wyandotte Minorca Andalusian Hamburg Game Bantam Duck Pullet Cockerel Hen Cock second third reserve Wool Woollen yarn Westport Coal Leyland-O'Brien Timber Coromal Sugar Colonial Sugar Golden Bay Cement Kauri Gum Consolidated Dentral Mt. Lyell Wilson's Cement Waihi Lease Mining Queen Manawatu Bank Shares Bonds Pigeons Orpington Leghorn Wyandotte Minorca Andalusian Hamburg Game Bantam Duck Pullet Cockerel Hen Cock second third reserve — [166, 1381, 314, 1492]
page-number: 8 — [20, 28, 33, 49]
body-text: Wool Woollen yarn Westport Coal Leyland-O'Brien Timber Coromal Sugar Colonial Sugar Golden Bay Cement Kauri Gum Consolidated Dentral Mt. Lyell Wilson's Cement Waihi Lease Mining Queen Manawatu Bank Shares Bonds Pigeons Orpington Leghorn Wyandotte Minorca Andalusian Hamburg Game Bantam Duck Pullet Cockerel Hen Cock second third reserve Wool Woollen yarn Westport Coal Leyland-O'Brien Timber Coromal Sugar Colonial Sugar Golden Bay Cement Kauri Gum Consolidated Dentral Mt. Lyell Wilson's Cement Waihi Lease Mining Queen Manawatu Bank Shares Bonds Pigeons Orpington Leghorn Wyandotte Minorca Andalusian Hamburg Game Bantam Duck Pullet Cockerel Hen Cock second third reserve Wool Woollen yarn Westport Coal Leyland-O'Brien Timber Coromal Sugar Colonial Sugar Golden Bay Cement Kauri Gum Consolidated Dentral Mt. Lyell Wilson's Cement Waihi Lease Mining Queen Manawatu Bank Shares Bonds Pigeons Orpington Leghorn Wyandotte Minorca Andalusian Hamburg Game Bantam Duck Pullet Cockerel Hen Cock second third reserve — [476, 1689, 624, 1800]
section-share-market: WELLINGTON SHARE MARKET — [190, 731, 290, 738]
body-text: Wool Woollen yarn Westport Coal Leyland-O'Brien Timber Coromal Sugar Colonial Sugar Golden Bay Cement Kauri Gum Consolidated Dentral Mt. Lyell Wilson's Cement Waihi Lease Mining Queen Manawatu Bank Shares Bonds Pigeons Orpington Leghorn Wyandotte Minorca Andalusian Hamburg Game Bantam Duck Pullet Cockerel Hen Cock second third reserve Wool Woollen yarn Westport Coal Leyland-O'Brien Timber Coromal Sugar Colonial Sugar Golden Bay Cement Kauri Gum Consolidated Dentral Mt. Lyell Wilson's Cement Waihi Lease Mining Queen Manawatu Bank Shares Bonds Pigeons Orpington Leghorn Wyandotte Minorca Andalusian Hamburg Game Bantam Duck Pullet Cockerel Hen Cock second third reserve Wool Woollen yarn Westport Coal Leyland-O'Brien Timber Coromal Sugar Colonial Sugar Golden Bay Cement Kauri Gum Consolidated Dentral Mt. Lyell Wilson's Cement Waihi Lease Mining Queen Manawatu Bank Shares Bonds Pigeons Orpington Leghorn Wyandotte Minorca Andalusian Hamburg Game Bantam Duck Pullet Cockerel Hen Cock second third reserve Wool Woollen yarn Westport Coal Leyland-O'Brien Timber Coromal Sugar Colonial Sugar Golden Bay Cement Kauri Gum Consolidated Dentral Mt. Lyell Wilson's Cement Waihi Lease Mining Queen Manawatu Bank Shares Bonds Pigeons Orpington Leghorn Wyandotte Minorca Andalusian Hamburg Game Bantam Duck Pullet Cockerel Hen Cock second third reserve — [630, 438, 776, 587]
body-text: Wool Woollen yarn Westport Coal Leyland-O'Brien Timber Coromal Sugar Colonial Sugar Golden Bay Cement Kauri Gum Consolidated Dentral Mt. Lyell Wilson's Cement Waihi Lease Mining Queen Manawatu Bank Shares Bonds Pigeons Orpington Leghorn Wyandotte Minorca Andalusian Hamburg Game Bantam Duck Pullet Cockerel Hen Cock second third reserve Wool Woollen yarn Westport Coal Leyland-O'Brien Timber Coromal Sugar Colonial Sugar Golden Bay Cement Kauri Gum Consolidated Dentral Mt. Lyell Wilson's Cement Waihi Lease Mining Queen Manawatu Bank Shares Bonds Pigeons Orpington Leghorn Wyandotte Minorca Andalusian Hamburg Game Bantam Duck Pullet Cockerel Hen Cock second third reserve Wool Woollen yarn Westport Coal Leyland-O'Brien Timber Coromal Sugar Colonial Sugar Golden Bay Cement Kauri Gum Consolidated Dentral Mt. Lyell Wilson's Cement Waihi Lease Mining Queen Manawatu Bank Shares Bonds Pigeons Orpington Leghorn Wyandotte Minorca Andalusian Hamburg Game Bantam Duck Pullet Cockerel Hen Cock second third reserve Wool Woollen yarn Westport Coal Leyland-O'Brien Timber Coromal Sugar Colonial Sugar Golden Bay Cement Kauri Gum Consolidated Dentral Mt. Lyell Wilson's Cement Waihi Lease Mining Queen Manawatu Bank Shares Bonds Pigeons Orpington Leghorn Wyandotte Minorca Andalusian Hamburg Game Bantam Duck Pullet Cockerel Hen Cock second third reserve — [320, 1021, 470, 1169]
body-text: Wool Woollen yarn Westport Coal Leyland-O'Brien Timber Coromal Sugar Colonial Sugar Golden Bay Cement Kauri Gum Consolidated Dentral Mt. Lyell Wilson's Cement Waihi Lease Mining Queen Manawatu Bank Shares Bonds Pigeons Orpington Leghorn Wyandotte Minorca Andalusian Hamburg Game Bantam Duck Pullet Cockerel Hen Cock second third reserve Wool Woollen yarn Westport Coal Leyland-O'Brien Timber Coromal Sugar Colonial Sugar Golden Bay Cement Kauri Gum Consolidated Dentral Mt. Lyell Wilson's Cement Waihi Lease Mining Queen Manawatu Bank Shares Bonds Pigeons Orpington Leghorn Wyandotte Minorca Andalusian Hamburg Game Bantam Duck Pullet Cockerel Hen Cock second third reserve Wool Woollen yarn Westport Coal Leyland-O'Brien Timber Coromal Sugar Colonial Sugar Golden Bay Cement Kauri Gum Consolidated Dentral Mt. Lyell Wilson's Cement Waihi Lease Mining Queen Manawatu Bank Shares Bonds Pigeons Orpington Leghorn Wyandotte Minorca Andalusian Hamburg Game Bantam Duck Pullet Cockerel Hen Cock second third reserve — [630, 1349, 776, 1460]
body-text: Wool Woollen yarn Westport Coal Leyland-O'Brien Timber Coromal Sugar Colonial Sugar Golden Bay Cement Kauri Gum Consolidated Dentral Mt. Lyell Wilson's Cement Waihi Lease Mining Queen Manawatu Bank Shares Bonds Pigeons Orpington Leghorn Wyandotte Minorca Andalusian Hamburg Game Bantam Duck Pullet Cockerel Hen Cock second third reserve Wool Woollen yarn Westport Coal Leyland-O'Brien Timber Coromal Sugar Colonial Sugar Golden Bay Cement Kauri Gum Consolidated Dentral Mt. Lyell Wilson's Cement Waihi Lease Mining Queen Manawatu Bank Shares Bonds Pigeons Orpington Leghorn Wyandotte Minorca Andalusian Hamburg Game Bantam Duck Pullet Cockerel Hen Cock second third reserve Wool Woollen yarn Westport Coal Leyland-O'Brien Timber Coromal Sugar Colonial Sugar Golden Bay Cement Kauri Gum Consolidated Dentral Mt. Lyell Wilson's Cement Waihi Lease Mining Queen Manawatu Bank Shares Bonds Pigeons Orpington Leghorn Wyandotte Minorca Andalusian Hamburg Game Bantam Duck Pullet Cockerel Hen Cock second third reserve — [166, 1767, 314, 1878]
body-text: Wool Woollen yarn Westport Coal Leyland-O'Brien Timber Coromal Sugar Colonial Sugar Golden Bay Cement Kauri Gum Consolidated Dentral Mt. Lyell Wilson's Cement Waihi Lease Mining Queen Manawatu Bank Shares Bonds Pigeons Orpington Leghorn Wyandotte Minorca Andalusian Hamburg Game Bantam Duck Pullet Cockerel Hen Cock second third reserve Wool Woollen yarn Westport Coal Leyland-O'Brien Timber Coromal Sugar Colonial Sugar Golden Bay Cement Kauri Gum Consolidated Dentral Mt. Lyell Wilson's Cement Waihi Lease Mining Queen Manawatu Bank Shares Bonds Pigeons Orpington Leghorn Wyandotte Minorca Andalusian Hamburg Game Bantam Duck Pullet Cockerel Hen Cock second third reserve Wool Woollen yarn Westport Coal Leyland-O'Brien Timber Coromal Sugar Colonial Sugar Golden Bay Cement Kauri Gum Consolidated Dentral Mt. Lyell Wilson's Cement Waihi Lease Mining Queen Manawatu Bank Shares Bonds Pigeons Orpington Leghorn Wyandotte Minorca Andalusian Hamburg Game Bantam Duck Pullet Cockerel Hen Cock second third reserve Wool Woollen yarn Westport Coal Leyland-O'Brien Timber Coromal Sugar Colonial Sugar Golden Bay Cement Kauri Gum Consolidated Dentral Mt. Lyell Wilson's Cement Waihi Lease Mining Queen Manawatu Bank Shares Bonds Pigeons Orpington Leghorn Wyandotte Minorca Andalusian Hamburg Game Bantam Duck Pullet Cockerel Hen Cock second third reserve — [14, 2161, 160, 2310]
body-text: Wool Woollen yarn Westport Coal Leyland-O'Brien Timber Coromal Sugar Colonial Sugar Golden Bay Cement Kauri Gum Consolidated Dentral Mt. Lyell Wilson's Cement Waihi Lease Mining Queen Manawatu Bank Shares Bonds Pigeons Orpington Leghorn Wyandotte Minorca Andalusian Hamburg Game Bantam Duck Pullet Cockerel Hen Cock second third reserve Wool Woollen yarn Westport Coal Leyland-O'Brien Timber Coromal Sugar Colonial Sugar Golden Bay Cement Kauri Gum Consolidated Dentral Mt. Lyell Wilson's Cement Waihi Lease Mining Queen Manawatu Bank Shares Bonds Pigeons Orpington Leghorn Wyandotte Minorca Andalusian Hamburg Game Bantam Duck Pullet Cockerel Hen Cock second third reserve Wool Woollen yarn Westport Coal Leyland-O'Brien Timber Coromal Sugar Colonial Sugar Golden Bay Cement Kauri Gum Consolidated Dentral Mt. Lyell Wilson's Cement Waihi Lease Mining Queen Manawatu Bank Shares Bonds Pigeons Orpington Leghorn Wyandotte Minorca Andalusian Hamburg Game Bantam Duck Pullet Cockerel Hen Cock second third reserve Wool Woollen yarn Westport Coal Leyland-O'Brien Timber Coromal Sugar Colonial Sugar Golden Bay Cement Kauri Gum Consolidated Dentral Mt. Lyell Wilson's Cement Waihi Lease Mining Queen Manawatu Bank Shares Bonds Pigeons Orpington Leghorn Wyandotte Minorca Andalusian Hamburg Game Bantam Duck Pullet Cockerel Hen Cock second third reserve — [14, 771, 160, 919]
body-text: Wool Woollen yarn Westport Coal Leyland-O'Brien Timber Coromal Sugar Colonial Sugar Golden Bay Cement Kauri Gum Consolidated Dentral Mt. Lyell Wilson's Cement Waihi Lease Mining Queen Manawatu Bank Shares Bonds Pigeons Orpington Leghorn Wyandotte Minorca Andalusian Hamburg Game Bantam Duck Pullet Cockerel Hen Cock second third reserve Wool Woollen yarn Westport Coal Leyland-O'Brien Timber Coromal Sugar Colonial Sugar Golden Bay Cement Kauri Gum Consolidated Dentral Mt. Lyell Wilson's Cement Waihi Lease Mining Queen Manawatu Bank Shares Bonds Pigeons Orpington Leghorn Wyandotte Minorca Andalusian Hamburg Game Bantam Duck Pullet Cockerel Hen Cock second third reserve Wool Woollen yarn Westport Coal Leyland-O'Brien Timber Coromal Sugar Colonial Sugar Golden Bay Cement Kauri Gum Consolidated Dentral Mt. Lyell Wilson's Cement Waihi Lease Mining Queen Manawatu Bank Shares Bonds Pigeons Orpington Leghorn Wyandotte Minorca Andalusian Hamburg Game Bantam Duck Pullet Cockerel Hen Cock second third reserve — [630, 1014, 776, 1125]
mastack-ad: WHY HAVE LEAKY ROOFS? REPAIR THEM PERMANENTLY AT A SMALL COST WITH MASTACK. APPLY THE SAME AS PUTTY, WITH A KNIFE OR TROWEL. Smith & Smith, Ltd. WELLINGTON. — [940, 762, 1100, 896]
newspaper-title: THE DOMINION, THURSDAY, JULY 3, 1919. — [318, 29, 796, 50]
section-london-stock: LONDON STOCK EXCHANGE — [194, 988, 286, 995]
vulcanite-badge-icon: VULCANITE — [975, 567, 1065, 657]
hotel-2: CARGEN HOTEL, AUCKLAND. — [797, 379, 917, 389]
body-text: Wool Woollen yarn Westport Coal Leyland-O'Brien Timber Coromal Sugar Colonial Sugar Golden Bay Cement Kauri Gum Consolidated Dentral Mt. Lyell Wilson's Cement Waihi Lease Mining Queen Manawatu Bank Shares Bonds Pigeons Orpington Leghorn Wyandotte Minorca Andalusian Hamburg Game Bantam Duck Pullet Cockerel Hen Cock second third reserve Wool Woollen yarn Westport Coal Leyland-O'Brien Timber Coromal Sugar Colonial Sugar Golden Bay Cement Kauri Gum Consolidated Dentral Mt. Lyell Wilson's Cement Waihi Lease Mining Queen Manawatu Bank Shares Bonds Pigeons Orpington Leghorn Wyandotte Minorca Andalusian Hamburg Game Bantam Duck Pullet Cockerel Hen Cock second third reserve Wool Woollen yarn Westport Coal Leyland-O'Brien Timber Coromal Sugar Colonial Sugar Golden Bay Cement Kauri Gum Consolidated Dentral Mt. Lyell Wilson's Cement Waihi Lease Mining Queen Manawatu Bank Shares Bonds Pigeons Orpington Leghorn Wyandotte Minorca Andalusian Hamburg Game Bantam Duck Pullet Cockerel Hen Cock second third reserve — [782, 888, 932, 1007]
body-text: Wool Woollen yarn Westport Coal Leyland-O'Brien Timber Coromal Sugar Colonial Sugar Golden Bay Cement Kauri Gum Consolidated Dentral Mt. Lyell Wilson's Cement Waihi Lease Mining Queen Manawatu Bank Shares Bonds Pigeons Orpington Leghorn Wyandotte Minorca Andalusian Hamburg Game Bantam Duck Pullet Cockerel Hen Cock second third reserve Wool Woollen yarn Westport Coal Leyland-O'Brien Timber Coromal Sugar Colonial Sugar Golden Bay Cement Kauri Gum Consolidated Dentral Mt. Lyell Wilson's Cement Waihi Lease Mining Queen Manawatu Bank Shares Bonds Pigeons Orpington Leghorn Wyandotte Minorca Andalusian Hamburg Game Bantam Duck Pullet Cockerel Hen Cock second third reserve Wool Woollen yarn Westport Coal Leyland-O'Brien Timber Coromal Sugar Colonial Sugar Golden Bay Cement Kauri Gum Consolidated Dentral Mt. Lyell Wilson's Cement Waihi Lease Mining Queen Manawatu Bank Shares Bonds Pigeons Orpington Leghorn Wyandotte Minorca Andalusian Hamburg Game Bantam Duck Pullet Cockerel Hen Cock second third reserve Wool Woollen yarn Westport Coal Leyland-O'Brien Timber Coromal Sugar Colonial Sugar Golden Bay Cement Kauri Gum Consolidated Dentral Mt. Lyell Wilson's Cement Waihi Lease Mining Queen Manawatu Bank Shares Bonds Pigeons Orpington Leghorn Wyandotte Minorca Andalusian Hamburg Game Bantam Duck Pullet Cockerel Hen Cock second third reserve — [14, 1809, 160, 1958]
section-customs-revenue: CUSTOMS REVENUE — [198, 199, 282, 209]
hoppers: Hoppers. — [536, 900, 564, 907]
body-text: Wool Woollen yarn Westport Coal Leyland-O'Brien Timber Coromal Sugar Colonial Sugar Golden Bay Cement Kauri Gum Consolidated Dentral Mt. Lyell Wilson's Cement Waihi Lease Mining Queen Manawatu Bank Shares Bonds Pigeons Orpington Leghorn Wyandotte Minorca Andalusian Hamburg Game Bantam Duck Pullet Cockerel Hen Cock second third reserve Wool Woollen yarn Westport Coal Leyland-O'Brien Timber Coromal Sugar Colonial Sugar Golden Bay Cement Kauri Gum Consolidated Dentral Mt. Lyell Wilson's Cement Waihi Lease Mining Queen Manawatu Bank Shares Bonds Pigeons Orpington Leghorn Wyandotte Minorca Andalusian Hamburg Game Bantam Duck Pullet Cockerel Hen Cock second third reserve Wool Woollen yarn Westport Coal Leyland-O'Brien Timber Coromal Sugar Colonial Sugar Golden Bay Cement Kauri Gum Consolidated Dentral Mt. Lyell Wilson's Cement Waihi Lease Mining Queen Manawatu Bank Shares Bonds Pigeons Orpington Leghorn Wyandotte Minorca Andalusian Hamburg Game Bantam Duck Pullet Cockerel Hen Cock second third reserve — [476, 2041, 624, 2152]
column-rule — [626, 58, 627, 1758]
body-text: Wool Woollen yarn Westport Coal Leyland-O'Brien Timber Coromal Sugar Colonial Sugar Golden Bay Cement Kauri Gum Consolidated Dentral Mt. Lyell Wilson's Cement Waihi Lease Mining Queen Manawatu Bank Shares Bonds Pigeons Orpington Leghorn Wyandotte Minorca Andalusian Hamburg Game Bantam Duck Pullet Cockerel Hen Cock second third reserve Wool Woollen yarn Westport Coal Leyland-O'Brien Timber Coromal Sugar Colonial Sugar Golden Bay Cement Kauri Gum Consolidated Dentral Mt. Lyell Wilson's Cement Waihi Lease Mining Queen Manawatu Bank Shares Bonds Pigeons Orpington Leghorn Wyandotte Minorca Andalusian Hamburg Game Bantam Duck Pullet Cockerel Hen Cock second third reserve Wool Woollen yarn Westport Coal Leyland-O'Brien Timber Coromal Sugar Colonial Sugar Golden Bay Cement Kauri Gum Consolidated Dentral Mt. Lyell Wilson's Cement Waihi Lease Mining Queen Manawatu Bank Shares Bonds Pigeons Orpington Leghorn Wyandotte Minorca Andalusian Hamburg Game Bantam Duck Pullet Cockerel Hen Cock second third reserve — [476, 281, 624, 392]
body-text: Wool Woollen yarn Westport Coal Leyland-O'Brien Timber Coromal Sugar Colonial Sugar Golden Bay Cement Kauri Gum Consolidated Dentral Mt. Lyell Wilson's Cement Waihi Lease Mining Queen Manawatu Bank Shares Bonds Pigeons Orpington Leghorn Wyandotte Minorca Andalusian Hamburg Game Bantam Duck Pullet Cockerel Hen Cock second third reserve Wool Woollen yarn Westport Coal Leyland-O'Brien Timber Coromal Sugar Colonial Sugar Golden Bay Cement Kauri Gum Consolidated Dentral Mt. Lyell Wilson's Cement Waihi Lease Mining Queen Manawatu Bank Shares Bonds Pigeons Orpington Leghorn Wyandotte Minorca Andalusian Hamburg Game Bantam Duck Pullet Cockerel Hen Cock second third reserve Wool Woollen yarn Westport Coal Leyland-O'Brien Timber Coromal Sugar Colonial Sugar Golden Bay Cement Kauri Gum Consolidated Dentral Mt. Lyell Wilson's Cement Waihi Lease Mining Queen Manawatu Bank Shares Bonds Pigeons Orpington Leghorn Wyandotte Minorca Andalusian Hamburg Game Bantam Duck Pullet Cockerel Hen Cock second third reserve — [14, 994, 160, 1105]
hutt-river-board: HUTT RIVER BOARD — [661, 1002, 745, 1012]
section-addington-market: ADDINGTON MARKET — [42, 759, 132, 769]
philp: W. H. PHILP — [822, 1636, 892, 1648]
tourist-resorts: TOURIST RESORTS. — [822, 64, 892, 71]
tomorrow-line: TO-MORROW. — [65, 248, 109, 255]
mail-day-5: REMINDERS. — [219, 1757, 261, 1764]
body-text: Wool Woollen yarn Westport Coal Leyland-O'Brien Timber Coromal Sugar Colonial Sugar Golden Bay Cement Kauri Gum Consolidated Dentral Mt. Lyell Wilson's Cement Waihi Lease Mining Queen Manawatu Bank Shares Bonds Pigeons Orpington Leghorn Wyandotte Minorca Andalusian Hamburg Game Bantam Duck Pullet Cockerel Hen Cock second third reserve Wool Woollen yarn Westport Coal Leyland-O'Brien Timber Coromal Sugar Colonial Sugar Golden Bay Cement Kauri Gum Consolidated Dentral Mt. Lyell Wilson's Cement Waihi Lease Mining Queen Manawatu Bank Shares Bonds Pigeons Orpington Leghorn Wyandotte Minorca Andalusian Hamburg Game Bantam Duck Pullet Cockerel Hen Cock second third reserve — [476, 1262, 624, 1337]
il-trovatore-heading: “IL TROVATORE” — [654, 59, 752, 70]
body-text: Wool Woollen yarn Westport Coal Leyland-O'Brien Timber Coromal Sugar Colonial Sugar Golden Bay Cement Kauri Gum Consolidated Dentral Mt. Lyell Wilson's Cement Waihi Lease Mining Queen Manawatu Bank Shares Bonds Pigeons Orpington Leghorn Wyandotte Minorca Andalusian Hamburg Game Bantam Duck Pullet Cockerel Hen Cock second third reserve Wool Woollen yarn Westport Coal Leyland-O'Brien Timber Coromal Sugar Colonial Sugar Golden Bay Cement Kauri Gum Consolidated Dentral Mt. Lyell Wilson's Cement Waihi Lease Mining Queen Manawatu Bank Shares Bonds Pigeons Orpington Leghorn Wyandotte Minorca Andalusian Hamburg Game Bantam Duck Pullet Cockerel Hen Cock second third reserve Wool Woollen yarn Westport Coal Leyland-O'Brien Timber Coromal Sugar Colonial Sugar Golden Bay Cement Kauri Gum Consolidated Dentral Mt. Lyell Wilson's Cement Waihi Lease Mining Queen Manawatu Bank Shares Bonds Pigeons Orpington Leghorn Wyandotte Minorca Andalusian Hamburg Game Bantam Duck Pullet Cockerel Hen Cock second third reserve — [166, 211, 314, 322]
body-text: Wool Woollen yarn Westport Coal Leyland-O'Brien Timber Coromal Sugar Colonial Sugar Golden Bay Cement Kauri Gum Consolidated Dentral Mt. Lyell Wilson's Cement Waihi Lease Mining Queen Manawatu Bank Shares Bonds Pigeons Orpington Leghorn Wyandotte Minorca Andalusian Hamburg Game Bantam Duck Pullet Cockerel Hen Cock second third reserve Wool Woollen yarn Westport Coal Leyland-O'Brien Timber Coromal Sugar Colonial Sugar Golden Bay Cement Kauri Gum Consolidated Dentral Mt. Lyell Wilson's Cement Waihi Lease Mining Queen Manawatu Bank Shares Bonds Pigeons Orpington Leghorn Wyandotte Minorca Andalusian Hamburg Game Bantam Duck Pullet Cockerel Hen Cock second third reserve Wool Woollen yarn Westport Coal Leyland-O'Brien Timber Coromal Sugar Colonial Sugar Golden Bay Cement Kauri Gum Consolidated Dentral Mt. Lyell Wilson's Cement Waihi Lease Mining Queen Manawatu Bank Shares Bonds Pigeons Orpington Leghorn Wyandotte Minorca Andalusian Hamburg Game Bantam Duck Pullet Cockerel Hen Cock second third reserve Wool Woollen yarn Westport Coal Leyland-O'Brien Timber Coromal Sugar Colonial Sugar Golden Bay Cement Kauri Gum Consolidated Dentral Mt. Lyell Wilson's Cement Waihi Lease Mining Queen Manawatu Bank Shares Bonds Pigeons Orpington Leghorn Wyandotte Minorca Andalusian Hamburg Game Bantam Duck Pullet Cockerel Hen Cock second third reserve — [630, 1125, 776, 1274]
body-text: Wool Woollen yarn Westport Coal Leyland-O'Brien Timber Coromal Sugar Colonial Sugar Golden Bay Cement Kauri Gum Consolidated Dentral Mt. Lyell Wilson's Cement Waihi Lease Mining Queen Manawatu Bank Shares Bonds Pigeons Orpington Leghorn Wyandotte Minorca Andalusian Hamburg Game Bantam Duck Pullet Cockerel Hen Cock second third reserve Wool Woollen yarn Westport Coal Leyland-O'Brien Timber Coromal Sugar Colonial Sugar Golden Bay Cement Kauri Gum Consolidated Dentral Mt. Lyell Wilson's Cement Waihi Lease Mining Queen Manawatu Bank Shares Bonds Pigeons Orpington Leghorn Wyandotte Minorca Andalusian Hamburg Game Bantam Duck Pullet Cockerel Hen Cock second third reserve Wool Woollen yarn Westport Coal Leyland-O'Brien Timber Coromal Sugar Colonial Sugar Golden Bay Cement Kauri Gum Consolidated Dentral Mt. Lyell Wilson's Cement Waihi Lease Mining Queen Manawatu Bank Shares Bonds Pigeons Orpington Leghorn Wyandotte Minorca Andalusian Hamburg Game Bantam Duck Pullet Cockerel Hen Cock second third reserve Wool Woollen yarn Westport Coal Leyland-O'Brien Timber Coromal Sugar Colonial Sugar Golden Bay Cement Kauri Gum Consolidated Dentral Mt. Lyell Wilson's Cement Waihi Lease Mining Queen Manawatu Bank Shares Bonds Pigeons Orpington Leghorn Wyandotte Minorca Andalusian Hamburg Game Bantam Duck Pullet Cockerel Hen Cock second third reserve — [166, 1141, 314, 1289]
body-text: Wool Woollen yarn Westport Coal Leyland-O'Brien Timber Coromal Sugar Colonial Sugar Golden Bay Cement Kauri Gum Consolidated Dentral Mt. Lyell Wilson's Cement Waihi Lease Mining Queen Manawatu Bank Shares Bonds Pigeons Orpington Leghorn Wyandotte Minorca Andalusian Hamburg Game Bantam Duck Pullet Cockerel Hen Cock second third reserve Wool Woollen yarn Westport Coal Leyland-O'Brien Timber Coromal Sugar Colonial Sugar Golden Bay Cement Kauri Gum Consolidated Dentral Mt. Lyell Wilson's Cement Waihi Lease Mining Queen Manawatu Bank Shares Bonds Pigeons Orpington Leghorn Wyandotte Minorca Andalusian Hamburg Game Bantam Duck Pullet Cockerel Hen Cock second third reserve — [630, 1274, 776, 1349]
hotel-6: HOTEL BRAEBURN. — [817, 867, 897, 877]
body-text: Wool Woollen yarn Westport Coal Leyland-O'Brien Timber Coromal Sugar Colonial Sugar Golden Bay Cement Kauri Gum Consolidated Dentral Mt. Lyell Wilson's Cement Waihi Lease Mining Queen Manawatu Bank Shares Bonds Pigeons Orpington Leghorn Wyandotte Minorca Andalusian Hamburg Game Bantam Duck Pullet Cockerel Hen Cock second third reserve Wool Woollen yarn Westport Coal Leyland-O'Brien Timber Coromal Sugar Colonial Sugar Golden Bay Cement Kauri Gum Consolidated Dentral Mt. Lyell Wilson's Cement Waihi Lease Mining Queen Manawatu Bank Shares Bonds Pigeons Orpington Leghorn Wyandotte Minorca Andalusian Hamburg Game Bantam Duck Pullet Cockerel Hen Cock second third reserve Wool Woollen yarn Westport Coal Leyland-O'Brien Timber Coromal Sugar Colonial Sugar Golden Bay Cement Kauri Gum Consolidated Dentral Mt. Lyell Wilson's Cement Waihi Lease Mining Queen Manawatu Bank Shares Bonds Pigeons Orpington Leghorn Wyandotte Minorca Andalusian Hamburg Game Bantam Duck Pullet Cockerel Hen Cock second third reserve — [320, 557, 470, 668]
hotel-7: PAEKAKARIKI HOTEL — [813, 879, 901, 889]
orpingtons: Orpingtons. — [376, 547, 414, 554]
body-text: Wool Woollen yarn Westport Coal Leyland-O'Brien Timber Coromal Sugar Colonial Sugar Golden Bay Cement Kauri Gum Consolidated Dentral Mt. Lyell Wilson's Cement Waihi Lease Mining Queen Manawatu Bank Shares Bonds Pigeons Orpington Leghorn Wyandotte Minorca Andalusian Hamburg Game Bantam Duck Pullet Cockerel Hen Cock second third reserve Wool Woollen yarn Westport Coal Leyland-O'Brien Timber Coromal Sugar Colonial Sugar Golden Bay Cement Kauri Gum Consolidated Dentral Mt. Lyell Wilson's Cement Waihi Lease Mining Queen Manawatu Bank Shares Bonds Pigeons Orpington Leghorn Wyandotte Minorca Andalusian Hamburg Game Bantam Duck Pullet Cockerel Hen Cock second third reserve — [320, 817, 470, 892]
hotel-8: PALMERSTON NORTH. — [811, 1009, 903, 1019]
body-text: Wool Woollen yarn Westport Coal Leyland-O'Brien Timber Coromal Sugar Colonial Sugar Golden Bay Cement Kauri Gum Consolidated Dentral Mt. Lyell Wilson's Cement Waihi Lease Mining Queen Manawatu Bank Shares Bonds Pigeons Orpington Leghorn Wyandotte Minorca Andalusian Hamburg Game Bantam Duck Pullet Cockerel Hen Cock second third reserve Wool Woollen yarn Westport Coal Leyland-O'Brien Timber Coromal Sugar Colonial Sugar Golden Bay Cement Kauri Gum Consolidated Dentral Mt. Lyell Wilson's Cement Waihi Lease Mining Queen Manawatu Bank Shares Bonds Pigeons Orpington Leghorn Wyandotte Minorca Andalusian Hamburg Game Bantam Duck Pullet Cockerel Hen Cock second third reserve Wool Woollen yarn Westport Coal Leyland-O'Brien Timber Coromal Sugar Colonial Sugar Golden Bay Cement Kauri Gum Consolidated Dentral Mt. Lyell Wilson's Cement Waihi Lease Mining Queen Manawatu Bank Shares Bonds Pigeons Orpington Leghorn Wyandotte Minorca Andalusian Hamburg Game Bantam Duck Pullet Cockerel Hen Cock second third reserve Wool Woollen yarn Westport Coal Leyland-O'Brien Timber Coromal Sugar Colonial Sugar Golden Bay Cement Kauri Gum Consolidated Dentral Mt. Lyell Wilson's Cement Waihi Lease Mining Queen Manawatu Bank Shares Bonds Pigeons Orpington Leghorn Wyandotte Minorca Andalusian Hamburg Game Bantam Duck Pullet Cockerel Hen Cock second third reserve — [166, 340, 314, 488]
column-3 — [320, 58, 470, 1758]
belgians: Belgians. — [535, 1604, 565, 1611]
body-text: Wool Woollen yarn Westport Coal Leyland-O'Brien Timber Coromal Sugar Colonial Sugar Golden Bay Cement Kauri Gum Consolidated Dentral Mt. Lyell Wilson's Cement Waihi Lease Mining Queen Manawatu Bank Shares Bonds Pigeons Orpington Leghorn Wyandotte Minorca Andalusian Hamburg Game Bantam Duck Pullet Cockerel Hen Cock second third reserve Wool Woollen yarn Westport Coal Leyland-O'Brien Timber Coromal Sugar Colonial Sugar Golden Bay Cement Kauri Gum Consolidated Dentral Mt. Lyell Wilson's Cement Waihi Lease Mining Queen Manawatu Bank Shares Bonds Pigeons Orpington Leghorn Wyandotte Minorca Andalusian Hamburg Game Bantam Duck Pullet Cockerel Hen Cock second third reserve Wool Woollen yarn Westport Coal Leyland-O'Brien Timber Coromal Sugar Colonial Sugar Golden Bay Cement Kauri Gum Consolidated Dentral Mt. Lyell Wilson's Cement Waihi Lease Mining Queen Manawatu Bank Shares Bonds Pigeons Orpington Leghorn Wyandotte Minorca Andalusian Hamburg Game Bantam Duck Pullet Cockerel Hen Cock second third reserve — [782, 1743, 932, 1861]
body-text: Wool Woollen yarn Westport Coal Leyland-O'Brien Timber Coromal Sugar Colonial Sugar Golden Bay Cement Kauri Gum Consolidated Dentral Mt. Lyell Wilson's Cement Waihi Lease Mining Queen Manawatu Bank Shares Bonds Pigeons Orpington Leghorn Wyandotte Minorca Andalusian Hamburg Game Bantam Duck Pullet Cockerel Hen Cock second third reserve Wool Woollen yarn Westport Coal Leyland-O'Brien Timber Coromal Sugar Colonial Sugar Golden Bay Cement Kauri Gum Consolidated Dentral Mt. Lyell Wilson's Cement Waihi Lease Mining Queen Manawatu Bank Shares Bonds Pigeons Orpington Leghorn Wyandotte Minorca Andalusian Hamburg Game Bantam Duck Pullet Cockerel Hen Cock second third reserve — [476, 206, 624, 281]
body-text: Wool Woollen yarn Westport Coal Leyland-O'Brien Timber Coromal Sugar Colonial Sugar Golden Bay Cement Kauri Gum Consolidated Dentral Mt. Lyell Wilson's Cement Waihi Lease Mining Queen Manawatu Bank Shares Bonds Pigeons Orpington Leghorn Wyandotte Minorca Andalusian Hamburg Game Bantam Duck Pullet Cockerel Hen Cock second third reserve Wool Woollen yarn Westport Coal Leyland-O'Brien Timber Coromal Sugar Colonial Sugar Golden Bay Cement Kauri Gum Consolidated Dentral Mt. Lyell Wilson's Cement Waihi Lease Mining Queen Manawatu Bank Shares Bonds Pigeons Orpington Leghorn Wyandotte Minorca Andalusian Hamburg Game Bantam Duck Pullet Cockerel Hen Cock second third reserve Wool Woollen yarn Westport Coal Leyland-O'Brien Timber Coromal Sugar Colonial Sugar Golden Bay Cement Kauri Gum Consolidated Dentral Mt. Lyell Wilson's Cement Waihi Lease Mining Queen Manawatu Bank Shares Bonds Pigeons Orpington Leghorn Wyandotte Minorca Andalusian Hamburg Game Bantam Duck Pullet Cockerel Hen Cock second third reserve — [630, 662, 776, 773]
body-text: Wool Woollen yarn Westport Coal Leyland-O'Brien Timber Coromal Sugar Colonial Sugar Golden Bay Cement Kauri Gum Consolidated Dentral Mt. Lyell Wilson's Cement Waihi Lease Mining Queen Manawatu Bank Shares Bonds Pigeons Orpington Leghorn Wyandotte Minorca Andalusian Hamburg Game Bantam Duck Pullet Cockerel Hen Cock second third reserve Wool Woollen yarn Westport Coal Leyland-O'Brien Timber Coromal Sugar Colonial Sugar Golden Bay Cement Kauri Gum Consolidated Dentral Mt. Lyell Wilson's Cement Waihi Lease Mining Queen Manawatu Bank Shares Bonds Pigeons Orpington Leghorn Wyandotte Minorca Andalusian Hamburg Game Bantam Duck Pullet Cockerel Hen Cock second third reserve — [630, 922, 776, 997]
body-text: Wool Woollen yarn Westport Coal Leyland-O'Brien Timber Coromal Sugar Colonial Sugar Golden Bay Cement Kauri Gum Consolidated Dentral Mt. Lyell Wilson's Cement Waihi Lease Mining Queen Manawatu Bank Shares Bonds Pigeons Orpington Leghorn Wyandotte Minorca Andalusian Hamburg Game Bantam Duck Pullet Cockerel Hen Cock second third reserve Wool Woollen yarn Westport Coal Leyland-O'Brien Timber Coromal Sugar Colonial Sugar Golden Bay Cement Kauri Gum Consolidated Dentral Mt. Lyell Wilson's Cement Waihi Lease Mining Queen Manawatu Bank Shares Bonds Pigeons Orpington Leghorn Wyandotte Minorca Andalusian Hamburg Game Bantam Duck Pullet Cockerel Hen Cock second third reserve Wool Woollen yarn Westport Coal Leyland-O'Brien Timber Coromal Sugar Colonial Sugar Golden Bay Cement Kauri Gum Consolidated Dentral Mt. Lyell Wilson's Cement Waihi Lease Mining Queen Manawatu Bank Shares Bonds Pigeons Orpington Leghorn Wyandotte Minorca Andalusian Hamburg Game Bantam Duck Pullet Cockerel Hen Cock second third reserve — [166, 597, 314, 708]
forthcoming-fixtures: FORTHCOMING FIXTURES — [44, 142, 130, 148]
body-text: Wool Woollen yarn Westport Coal Leyland-O'Brien Timber Coromal Sugar Colonial Sugar Golden Bay Cement Kauri Gum Consolidated Dentral Mt. Lyell Wilson's Cement Waihi Lease Mining Queen Manawatu Bank Shares Bonds Pigeons Orpington Leghorn Wyandotte Minorca Andalusian Hamburg Game Bantam Duck Pullet Cockerel Hen Cock second third reserve Wool Woollen yarn Westport Coal Leyland-O'Brien Timber Coromal Sugar Colonial Sugar Golden Bay Cement Kauri Gum Consolidated Dentral Mt. Lyell Wilson's Cement Waihi Lease Mining Queen Manawatu Bank Shares Bonds Pigeons Orpington Leghorn Wyandotte Minorca Andalusian Hamburg Game Bantam Duck Pullet Cockerel Hen Cock second third reserve — [166, 906, 314, 981]
hotel-0: LEVIATHAN HOTEL — [817, 76, 897, 85]
therapion-ad: THERAPION No.1 THERAPION No.2 THERAPION No.3 — [782, 1888, 932, 1928]
land-deal-heading: LAND DEAL — [216, 1883, 264, 1893]
prize-list: The Prize List. — [372, 195, 418, 202]
column-4 — [476, 58, 624, 2152]
body-text: Wool Woollen yarn Westport Coal Leyland-O'Brien Timber Coromal Sugar Colonial Sugar Golden Bay Cement Kauri Gum Consolidated Dentral Mt. Lyell Wilson's Cement Waihi Lease Mining Queen Manawatu Bank Shares Bonds Pigeons Orpington Leghorn Wyandotte Minorca Andalusian Hamburg Game Bantam Duck Pullet Cockerel Hen Cock second third reserve Wool Woollen yarn Westport Coal Leyland-O'Brien Timber Coromal Sugar Colonial Sugar Golden Bay Cement Kauri Gum Consolidated Dentral Mt. Lyell Wilson's Cement Waihi Lease Mining Queen Manawatu Bank Shares Bonds Pigeons Orpington Leghorn Wyandotte Minorca Andalusian Hamburg Game Bantam Duck Pullet Cockerel Hen Cock second third reserve Wool Woollen yarn Westport Coal Leyland-O'Brien Timber Coromal Sugar Colonial Sugar Golden Bay Cement Kauri Gum Consolidated Dentral Mt. Lyell Wilson's Cement Waihi Lease Mining Queen Manawatu Bank Shares Bonds Pigeons Orpington Leghorn Wyandotte Minorca Andalusian Hamburg Game Bantam Duck Pullet Cockerel Hen Cock second third reserve — [320, 205, 470, 316]
mail-notices-heading: MAIL NOTICES — [192, 1110, 288, 1124]
ushers-whisky-ad: Usher's "Green Stripe" Whisky "THE SPORTING SPIRIT" — [940, 900, 1100, 984]
body-text: Wool Woollen yarn Westport Coal Leyland-O'Brien Timber Coromal Sugar Colonial Sugar Golden Bay Cement Kauri Gum Consolidated Dentral Mt. Lyell Wilson's Cement Waihi Lease Mining Queen Manawatu Bank Shares Bonds Pigeons Orpington Leghorn Wyandotte Minorca Andalusian Hamburg Game Bantam Duck Pullet Cockerel Hen Cock second third reserve Wool Woollen yarn Westport Coal Leyland-O'Brien Timber Coromal Sugar Colonial Sugar Golden Bay Cement Kauri Gum Consolidated Dentral Mt. Lyell Wilson's Cement Waihi Lease Mining Queen Manawatu Bank Shares Bonds Pigeons Orpington Leghorn Wyandotte Minorca Andalusian Hamburg Game Bantam Duck Pullet Cockerel Hen Cock second third reserve Wool Woollen yarn Westport Coal Leyland-O'Brien Timber Coromal Sugar Colonial Sugar Golden Bay Cement Kauri Gum Consolidated Dentral Mt. Lyell Wilson's Cement Waihi Lease Mining Queen Manawatu Bank Shares Bonds Pigeons Orpington Leghorn Wyandotte Minorca Andalusian Hamburg Game Bantam Duck Pullet Cockerel Hen Cock second third reserve — [476, 985, 624, 1096]
section-burnside-market: BURNSIDE MARKET — [45, 1259, 129, 1269]
column-1 — [14, 120, 160, 2310]
body-text: Wool Woollen yarn Westport Coal Leyland-O'Brien Timber Coromal Sugar Colonial Sugar Golden Bay Cement Kauri Gum Consolidated Dentral Mt. Lyell Wilson's Cement Waihi Lease Mining Queen Manawatu Bank Shares Bonds Pigeons Orpington Leghorn Wyandotte Minorca Andalusian Hamburg Game Bantam Duck Pullet Cockerel Hen Cock second third reserve Wool Woollen yarn Westport Coal Leyland-O'Brien Timber Coromal Sugar Colonial Sugar Golden Bay Cement Kauri Gum Consolidated Dentral Mt. Lyell Wilson's Cement Waihi Lease Mining Queen Manawatu Bank Shares Bonds Pigeons Orpington Leghorn Wyandotte Minorca Andalusian Hamburg Game Bantam Duck Pullet Cockerel Hen Cock second third reserve Wool Woollen yarn Westport Coal Leyland-O'Brien Timber Coromal Sugar Colonial Sugar Golden Bay Cement Kauri Gum Consolidated Dentral Mt. Lyell Wilson's Cement Waihi Lease Mining Queen Manawatu Bank Shares Bonds Pigeons Orpington Leghorn Wyandotte Minorca Andalusian Hamburg Game Bantam Duck Pullet Cockerel Hen Cock second third reserve — [320, 892, 470, 1003]
body-text: Wool Woollen yarn Westport Coal Leyland-O'Brien Timber Coromal Sugar Colonial Sugar Golden Bay Cement Kauri Gum Consolidated Dentral Mt. Lyell Wilson's Cement Waihi Lease Mining Queen Manawatu Bank Shares Bonds Pigeons Orpington Leghorn Wyandotte Minorca Andalusian Hamburg Game Bantam Duck Pullet Cockerel Hen Cock second third reserve Wool Woollen yarn Westport Coal Leyland-O'Brien Timber Coromal Sugar Colonial Sugar Golden Bay Cement Kauri Gum Consolidated Dentral Mt. Lyell Wilson's Cement Waihi Lease Mining Queen Manawatu Bank Shares Bonds Pigeons Orpington Leghorn Wyandotte Minorca Andalusian Hamburg Game Bantam Duck Pullet Cockerel Hen Cock second third reserve Wool Woollen yarn Westport Coal Leyland-O'Brien Timber Coromal Sugar Colonial Sugar Golden Bay Cement Kauri Gum Consolidated Dentral Mt. Lyell Wilson's Cement Waihi Lease Mining Queen Manawatu Bank Shares Bonds Pigeons Orpington Leghorn Wyandotte Minorca Andalusian Hamburg Game Bantam Duck Pullet Cockerel Hen Cock second third reserve — [14, 258, 160, 369]
body-text: Wool Woollen yarn Westport Coal Leyland-O'Brien Timber Coromal Sugar Colonial Sugar Golden Bay Cement Kauri Gum Consolidated Dentral Mt. Lyell Wilson's Cement Waihi Lease Mining Queen Manawatu Bank Shares Bonds Pigeons Orpington Leghorn Wyandotte Minorca Andalusian Hamburg Game Bantam Duck Pullet Cockerel Hen Cock second third reserve Wool Woollen yarn Westport Coal Leyland-O'Brien Timber Coromal Sugar Colonial Sugar Golden Bay Cement Kauri Gum Consolidated Dentral Mt. Lyell Wilson's Cement Waihi Lease Mining Queen Manawatu Bank Shares Bonds Pigeons Orpington Leghorn Wyandotte Minorca Andalusian Hamburg Game Bantam Duck Pullet Cockerel Hen Cock second third reserve Wool Woollen yarn Westport Coal Leyland-O'Brien Timber Coromal Sugar Colonial Sugar Golden Bay Cement Kauri Gum Consolidated Dentral Mt. Lyell Wilson's Cement Waihi Lease Mining Queen Manawatu Bank Shares Bonds Pigeons Orpington Leghorn Wyandotte Minorca Andalusian Hamburg Game Bantam Duck Pullet Cockerel Hen Cock second third reserve Wool Woollen yarn Westport Coal Leyland-O'Brien Timber Coromal Sugar Colonial Sugar Golden Bay Cement Kauri Gum Consolidated Dentral Mt. Lyell Wilson's Cement Waihi Lease Mining Queen Manawatu Bank Shares Bonds Pigeons Orpington Leghorn Wyandotte Minorca Andalusian Hamburg Game Bantam Duck Pullet Cockerel Hen Cock second third reserve — [782, 214, 932, 376]
section-commercial-items: COMMERCIAL ITEMS — [43, 1963, 131, 1973]
column-rule — [162, 120, 163, 1758]
body-text: Wool Woollen yarn Westport Coal Leyland-O'Brien Timber Coromal Sugar Colonial Sugar Golden Bay Cement Kauri Gum Consolidated Dentral Mt. Lyell Wilson's Cement Waihi Lease Mining Queen Manawatu Bank Shares Bonds Pigeons Orpington Leghorn Wyandotte Minorca Andalusian Hamburg Game Bantam Duck Pullet Cockerel Hen Cock second third reserve Wool Woollen yarn Westport Coal Leyland-O'Brien Timber Coromal Sugar Colonial Sugar Golden Bay Cement Kauri Gum Consolidated Dentral Mt. Lyell Wilson's Cement Waihi Lease Mining Queen Manawatu Bank Shares Bonds Pigeons Orpington Leghorn Wyandotte Minorca Andalusian Hamburg Game Bantam Duck Pullet Cockerel Hen Cock second third reserve Wool Woollen yarn Westport Coal Leyland-O'Brien Timber Coromal Sugar Colonial Sugar Golden Bay Cement Kauri Gum Consolidated Dentral Mt. Lyell Wilson's Cement Waihi Lease Mining Queen Manawatu Bank Shares Bonds Pigeons Orpington Leghorn Wyandotte Minorca Andalusian Hamburg Game Bantam Duck Pullet Cockerel Hen Cock second third reserve Wool Woollen yarn Westport Coal Leyland-O'Brien Timber Coromal Sugar Colonial Sugar Golden Bay Cement Kauri Gum Consolidated Dentral Mt. Lyell Wilson's Cement Waihi Lease Mining Queen Manawatu Bank Shares Bonds Pigeons Orpington Leghorn Wyandotte Minorca Andalusian Hamburg Game Bantam Duck Pullet Cockerel Hen Cock second third reserve — [320, 669, 470, 817]
body-text: Wool Woollen yarn Westport Coal Leyland-O'Brien Timber Coromal Sugar Colonial Sugar Golden Bay Cement Kauri Gum Consolidated Dentral Mt. Lyell Wilson's Cement Waihi Lease Mining Queen Manawatu Bank Shares Bonds Pigeons Orpington Leghorn Wyandotte Minorca Andalusian Hamburg Game Bantam Duck Pullet Cockerel Hen Cock second third reserve Wool Woollen yarn Westport Coal Leyland-O'Brien Timber Coromal Sugar Colonial Sugar Golden Bay Cement Kauri Gum Consolidated Dentral Mt. Lyell Wilson's Cement Waihi Lease Mining Queen Manawatu Bank Shares Bonds Pigeons Orpington Leghorn Wyandotte Minorca Andalusian Hamburg Game Bantam Duck Pullet Cockerel Hen Cock second third reserve Wool Woollen yarn Westport Coal Leyland-O'Brien Timber Coromal Sugar Colonial Sugar Golden Bay Cement Kauri Gum Consolidated Dentral Mt. Lyell Wilson's Cement Waihi Lease Mining Queen Manawatu Bank Shares Bonds Pigeons Orpington Leghorn Wyandotte Minorca Andalusian Hamburg Game Bantam Duck Pullet Cockerel Hen Cock second third reserve Wool Woollen yarn Westport Coal Leyland-O'Brien Timber Coromal Sugar Colonial Sugar Golden Bay Cement Kauri Gum Consolidated Dentral Mt. Lyell Wilson's Cement Waihi Lease Mining Queen Manawatu Bank Shares Bonds Pigeons Orpington Leghorn Wyandotte Minorca Andalusian Hamburg Game Bantam Duck Pullet Cockerel Hen Cock second third reserve — [630, 773, 776, 922]
body-text: Wool Woollen yarn Westport Coal Leyland-O'Brien Timber Coromal Sugar Colonial Sugar Golden Bay Cement Kauri Gum Consolidated Dentral Mt. Lyell Wilson's Cement Waihi Lease Mining Queen Manawatu Bank Shares Bonds Pigeons Orpington Leghorn Wyandotte Minorca Andalusian Hamburg Game Bantam Duck Pullet Cockerel Hen Cock second third reserve Wool Woollen yarn Westport Coal Leyland-O'Brien Timber Coromal Sugar Colonial Sugar Golden Bay Cement Kauri Gum Consolidated Dentral Mt. Lyell Wilson's Cement Waihi Lease Mining Queen Manawatu Bank Shares Bonds Pigeons Orpington Leghorn Wyandotte Minorca Andalusian Hamburg Game Bantam Duck Pullet Cockerel Hen Cock second third reserve Wool Woollen yarn Westport Coal Leyland-O'Brien Timber Coromal Sugar Colonial Sugar Golden Bay Cement Kauri Gum Consolidated Dentral Mt. Lyell Wilson's Cement Waihi Lease Mining Queen Manawatu Bank Shares Bonds Pigeons Orpington Leghorn Wyandotte Minorca Andalusian Hamburg Game Bantam Duck Pullet Cockerel Hen Cock second third reserve — [320, 1244, 470, 1355]
body-text: Wool Woollen yarn Westport Coal Leyland-O'Brien Timber Coromal Sugar Colonial Sugar Golden Bay Cement Kauri Gum Consolidated Dentral Mt. Lyell Wilson's Cement Waihi Lease Mining Queen Manawatu Bank Shares Bonds Pigeons Orpington Leghorn Wyandotte Minorca Andalusian Hamburg Game Bantam Duck Pullet Cockerel Hen Cock second third reserve Wool Woollen yarn Westport Coal Leyland-O'Brien Timber Coromal Sugar Colonial Sugar Golden Bay Cement Kauri Gum Consolidated Dentral Mt. Lyell Wilson's Cement Waihi Lease Mining Queen Manawatu Bank Shares Bonds Pigeons Orpington Leghorn Wyandotte Minorca Andalusian Hamburg Game Bantam Duck Pullet Cockerel Hen Cock second third reserve — [14, 567, 160, 642]
body-text: Wool Woollen yarn Westport Coal Leyland-O'Brien Timber Coromal Sugar Colonial Sugar Golden Bay Cement Kauri Gum Consolidated Dentral Mt. Lyell Wilson's Cement Waihi Lease Mining Queen Manawatu Bank Shares Bonds Pigeons Orpington Leghorn Wyandotte Minorca Andalusian Hamburg Game Bantam Duck Pullet Cockerel Hen Cock second third reserve Wool Woollen yarn Westport Coal Leyland-O'Brien Timber Coromal Sugar Colonial Sugar Golden Bay Cement Kauri Gum Consolidated Dentral Mt. Lyell Wilson's Cement Waihi Lease Mining Queen Manawatu Bank Shares Bonds Pigeons Orpington Leghorn Wyandotte Minorca Andalusian Hamburg Game Bantam Duck Pullet Cockerel Hen Cock second third reserve — [782, 388, 932, 469]
hotel-3: MANSIONS PRIVATE HOTEL — [800, 471, 914, 481]
body-text: Wool Woollen yarn Westport Coal Leyland-O'Brien Timber Coromal Sugar Colonial Sugar Golden Bay Cement Kauri Gum Consolidated Dentral Mt. Lyell Wilson's Cement Waihi Lease Mining Queen Manawatu Bank Shares Bonds Pigeons Orpington Leghorn Wyandotte Minorca Andalusian Hamburg Game Bantam Duck Pullet Cockerel Hen Cock second third reserve Wool Woollen yarn Westport Coal Leyland-O'Brien Timber Coromal Sugar Colonial Sugar Golden Bay Cement Kauri Gum Consolidated Dentral Mt. Lyell Wilson's Cement Waihi Lease Mining Queen Manawatu Bank Shares Bonds Pigeons Orpington Leghorn Wyandotte Minorca Andalusian Hamburg Game Bantam Duck Pullet Cockerel Hen Cock second third reserve — [476, 558, 624, 633]
body-text: Wool Woollen yarn Westport Coal Leyland-O'Brien Timber Coromal Sugar Colonial Sugar Golden Bay Cement Kauri Gum Consolidated Dentral Mt. Lyell Wilson's Cement Waihi Lease Mining Queen Manawatu Bank Shares Bonds Pigeons Orpington Leghorn Wyandotte Minorca Andalusian Hamburg Game Bantam Duck Pullet Cockerel Hen Cock second third reserve Wool Woollen yarn Westport Coal Leyland-O'Brien Timber Coromal Sugar Colonial Sugar Golden Bay Cement Kauri Gum Consolidated Dentral Mt. Lyell Wilson's Cement Waihi Lease Mining Queen Manawatu Bank Shares Bonds Pigeons Orpington Leghorn Wyandotte Minorca Andalusian Hamburg Game Bantam Duck Pullet Cockerel Hen Cock second third reserve Wool Woollen yarn Westport Coal Leyland-O'Brien Timber Coromal Sugar Colonial Sugar Golden Bay Cement Kauri Gum Consolidated Dentral Mt. Lyell Wilson's Cement Waihi Lease Mining Queen Manawatu Bank Shares Bonds Pigeons Orpington Leghorn Wyandotte Minorca Andalusian Hamburg Game Bantam Duck Pullet Cockerel Hen Cock second third reserve Wool Woollen yarn Westport Coal Leyland-O'Brien Timber Coromal Sugar Colonial Sugar Golden Bay Cement Kauri Gum Consolidated Dentral Mt. Lyell Wilson's Cement Waihi Lease Mining Queen Manawatu Bank Shares Bonds Pigeons Orpington Leghorn Wyandotte Minorca Andalusian Hamburg Game Bantam Duck Pullet Cockerel Hen Cock second third reserve — [320, 317, 470, 465]
body-text: Wool Woollen yarn Westport Coal Leyland-O'Brien Timber Coromal Sugar Colonial Sugar Golden Bay Cement Kauri Gum Consolidated Dentral Mt. Lyell Wilson's Cement Waihi Lease Mining Queen Manawatu Bank Shares Bonds Pigeons Orpington Leghorn Wyandotte Minorca Andalusian Hamburg Game Bantam Duck Pullet Cockerel Hen Cock second third reserve Wool Woollen yarn Westport Coal Leyland-O'Brien Timber Coromal Sugar Colonial Sugar Golden Bay Cement Kauri Gum Consolidated Dentral Mt. Lyell Wilson's Cement Waihi Lease Mining Queen Manawatu Bank Shares Bonds Pigeons Orpington Leghorn Wyandotte Minorca Andalusian Hamburg Game Bantam Duck Pullet Cockerel Hen Cock second third reserve Wool Woollen yarn Westport Coal Leyland-O'Brien Timber Coromal Sugar Colonial Sugar Golden Bay Cement Kauri Gum Consolidated Dentral Mt. Lyell Wilson's Cement Waihi Lease Mining Queen Manawatu Bank Shares Bonds Pigeons Orpington Leghorn Wyandotte Minorca Andalusian Hamburg Game Bantam Duck Pullet Cockerel Hen Cock second third reserve — [782, 480, 932, 599]
body-text: Wool Woollen yarn Westport Coal Leyland-O'Brien Timber Coromal Sugar Colonial Sugar Golden Bay Cement Kauri Gum Consolidated Dentral Mt. Lyell Wilson's Cement Waihi Lease Mining Queen Manawatu Bank Shares Bonds Pigeons Orpington Leghorn Wyandotte Minorca Andalusian Hamburg Game Bantam Duck Pullet Cockerel Hen Cock second third reserve Wool Woollen yarn Westport Coal Leyland-O'Brien Timber Coromal Sugar Colonial Sugar Golden Bay Cement Kauri Gum Consolidated Dentral Mt. Lyell Wilson's Cement Waihi Lease Mining Queen Manawatu Bank Shares Bonds Pigeons Orpington Leghorn Wyandotte Minorca Andalusian Hamburg Game Bantam Duck Pullet Cockerel Hen Cock second third reserve — [14, 1975, 160, 2050]
column-7 — [940, 58, 1100, 1758]
agricultural-lime: AGRICULTURAL LIME — [782, 1733, 932, 1743]
body-text: Wool Woollen yarn Westport Coal Leyland-O'Brien Timber Coromal Sugar Colonial Sugar Golden Bay Cement Kauri Gum Consolidated Dentral Mt. Lyell Wilson's Cement Waihi Lease Mining Queen Manawatu Bank Shares Bonds Pigeons Orpington Leghorn Wyandotte Minorca Andalusian Hamburg Game Bantam Duck Pullet Cockerel Hen Cock second third reserve Wool Woollen yarn Westport Coal Leyland-O'Brien Timber Coromal Sugar Colonial Sugar Golden Bay Cement Kauri Gum Consolidated Dentral Mt. Lyell Wilson's Cement Waihi Lease Mining Queen Manawatu Bank Shares Bonds Pigeons Orpington Leghorn Wyandotte Minorca Andalusian Hamburg Game Bantam Duck Pullet Cockerel Hen Cock second third reserve Wool Woollen yarn Westport Coal Leyland-O'Brien Timber Coromal Sugar Colonial Sugar Golden Bay Cement Kauri Gum Consolidated Dentral Mt. Lyell Wilson's Cement Waihi Lease Mining Queen Manawatu Bank Shares Bonds Pigeons Orpington Leghorn Wyandotte Minorca Andalusian Hamburg Game Bantam Duck Pullet Cockerel Hen Cock second third reserve Wool Woollen yarn Westport Coal Leyland-O'Brien Timber Coromal Sugar Colonial Sugar Golden Bay Cement Kauri Gum Consolidated Dentral Mt. Lyell Wilson's Cement Waihi Lease Mining Queen Manawatu Bank Shares Bonds Pigeons Orpington Leghorn Wyandotte Minorca Andalusian Hamburg Game Bantam Duck Pullet Cockerel Hen Cock second third reserve — [476, 409, 624, 558]
